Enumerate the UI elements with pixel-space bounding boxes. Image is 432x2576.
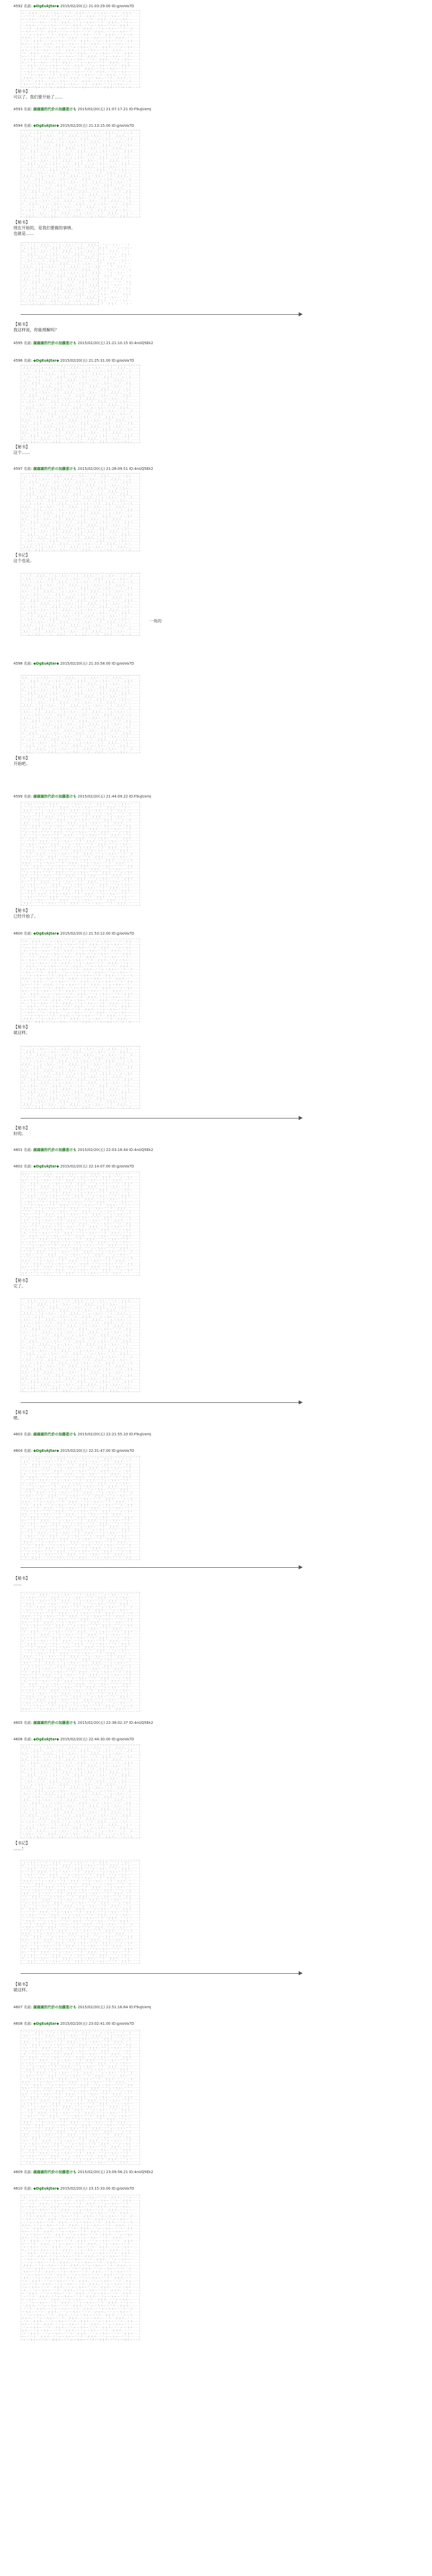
ascii-art: ﾚ ｰ ' ' ﾉ ｀ / | ｲ ､ ' ' ｨ ヽ \ ﾚ ｰ ' ' ﾉ ｀ / | ｲ ､ ' ' ｨ ヽ \ ﾚ ｰ ' ' ﾉ ｨ ヽ \ ﾚ ｰ ' ' ﾉ ｀ / | ｲ ､ ' ' ｨ ヽ \ ﾚ ｰ ' ' ﾉ ｀ / | ｲ ､ ' ' ｨ ヽ \ ﾚ ｰ ｲ ､ ' ' ｨ ヽ \ ﾚ ｰ ' ' ﾉ ｀ / | ｲ ､ ' ' ｨ ヽ \ ﾚ ｰ ' ' ﾉ ｀ / | ｲ ､ ' ' ｨ ｀ / | ｲ ､ ' ' ｨ ヽ \ ﾚ ｰ ' ' ﾉ ｀ / | ｲ ､ ' ' ｨ ヽ \ ﾚ ｰ ' ' ﾉ ｀ / | ｲ ､ ｰ ' ' ﾉ ｀ / | ｲ ､ ' ' ｨ ヽ \ ﾚ ｰ ' ' ﾉ ｀ / | ｲ ､ ' ' ｨ ヽ \ ﾚ ｰ ' ' ﾉ ｀ ヽ \ ﾚ ｰ ' ' ﾉ ｀ / | ｲ ､ ' ' ｨ ヽ \ ﾚ ｰ ' ' ﾉ ｀ / | ｲ ､ ' ' ｨ ヽ \ ﾚ ｰ ' ､ ' ' ｨ ヽ \ ﾚ ｰ ' ' ﾉ ｀ / | ｲ ､ ' ' ｨ ヽ \ ﾚ ｰ ' ' ﾉ ｀ / | ｲ ､ ' ' ｨ ヽ / | ｲ ､ ' ' ｨ ヽ \ ﾚ ｰ ' ' ﾉ ｀ / | ｲ ､ ' ' ｨ ヽ \ ﾚ ｰ ' ' ﾉ ｀ / | ｲ ､ ' ' ' ﾉ ｀ / | ｲ ､ ' ' ｨ ヽ \ ﾚ ｰ ' ' ﾉ ｀ / | ｲ ､ ' ' ｨ ヽ \ ﾚ ｰ ' ' ﾉ ｀ / \ ﾚ ｰ ' ' ﾉ ｀ / | ｲ ､ ' ' ｨ ヽ \ ﾚ ｰ ' ' ﾉ ｀ / | ｲ ､ ' ' ｨ ヽ \ ﾚ ｰ ' ' ' ' ｨ ヽ \ ﾚ ｰ ' ' ﾉ ｀ / | ｲ ､ ' ' ｨ ヽ \ ﾚ ｰ ' ' ﾉ ｀ / | ｲ ､ ' ' ｨ ヽ \ | ｲ ､ ' ' ｨ ヽ \ ﾚ ｰ ' ' ﾉ ｀ / | ｲ ､ ' ' ｨ ヽ \ ﾚ ｰ ' ' ﾉ ｀ / | ｲ ､ ' ' ' ﾉ ｀ / | ｲ ､ ' ' ｨ ヽ \ ﾚ ｰ ' ' ﾉ ｀ / | ｲ ､ ' ' ｨ ヽ \ ﾚ ｰ ' ' ﾉ ｀ / | ﾚ ｰ ' ' ﾉ ｀ / | ｲ ､ ' ' ｨ ヽ \ ﾚ ｰ ' ' ﾉ ｀ / | ｲ ､ ' ' ｨ ヽ \ ﾚ ｰ ' ' ﾉ ' ｨ ヽ \ ﾚ ｰ ' ' ﾉ ｀ / | ｲ ､ ' ' ｨ ヽ \ ﾚ ｰ ' ' ﾉ ｀ / | ｲ ､ ' ' ｨ ヽ \ ﾚ ｲ ､ ' ' ｨ ヽ \ ﾚ ｰ ' ' ﾉ ｀ / | ｲ ､ ' ' ｨ ヽ \ ﾚ ｰ ' ' ﾉ ｀ / | ｲ ､ ' ' ｨ ﾉ ｀ / | ｲ ､ ' ' ｨ ヽ \ ﾚ ｰ ' ' ﾉ ｀ / | ｲ ､ ' ' ｨ ヽ \ ﾚ ｰ ' ' ﾉ ｀ / | ｲ ｰ ' ' ﾉ ｀ / | ｲ ､ ' ' ｨ ヽ \ ﾚ ｰ ' ' ﾉ ｀ / | ｲ ､ ' ' ｨ ヽ \ ﾚ ｰ ' ' ﾉ ｀ ｨ ヽ \ ﾚ ｰ ' ' ﾉ ｀ / | ｲ ､ ' ' ｨ ヽ \ ﾚ ｰ ' ' ﾉ ｀ / | ｲ ､ ' ' ｨ ヽ \ ﾚ ｰ ､ ' ' ｨ ヽ \ ﾚ ｰ ' ' ﾉ ｀ / | ｲ ､ ' ' ｨ ヽ \ ﾚ ｰ ' ' ﾉ ｀ / | ｲ ､ ' ' ｨ ヽ <box>21 242 99 305</box>
poster-name[interactable]: 腐腐腐的代价の加藤恵けも <box>33 794 77 799</box>
ascii-art: ' ' ｨ ヽ \ ﾚ ｰ ' ' ﾉ ｀ / | ｲ ､ ' ' ｨ ヽ \ ﾚ ｰ ' ' ﾉ ｀ / | ｲ ､ ' ' ｨ ヽ \ | ｲ ､ ' ' ｨ ヽ \ ﾚ ｰ ' ' ﾉ ｀ / | ｲ ､ ' ' ｨ ヽ \ ﾚ ｰ ' ' ﾉ ｀ / | ｲ ､ ' ' ' ﾉ ｀ / | ｲ ､ ' ' ｨ ヽ \ ﾚ ｰ ' ' ﾉ ｀ / | ｲ ､ ' ' ｨ ヽ \ ﾚ ｰ ' ' ﾉ ｀ / | ﾚ ｰ ' ' ﾉ ｀ / | ｲ ､ ' ' ｨ ヽ \ ﾚ ｰ ' ' ﾉ ｀ / | ｲ ､ ' ' ｨ ヽ \ ﾚ ｰ ' ' ﾉ ' ｨ ヽ \ ﾚ ｰ ' ' ﾉ ｀ / | ｲ ､ ' ' ｨ ヽ \ ﾚ ｰ ' ' ﾉ ｀ / | ｲ ､ ' ' ｨ ヽ \ ﾚ ｲ ､ ' ' ｨ ヽ \ ﾚ ｰ ' ' ﾉ ｀ / | ｲ ､ ' ' ｨ ヽ \ ﾚ ｰ ' ' ﾉ ｀ / | ｲ ､ ' ' ｨ ﾉ ｀ / | ｲ ､ ' ' ｨ ヽ \ ﾚ ｰ ' ' ﾉ ｀ / | ｲ ､ ' ' ｨ ヽ \ ﾚ ｰ ' ' ﾉ ｀ / | ｲ ｰ ' ' ﾉ ｀ / | ｲ ､ ' ' ｨ ヽ \ ﾚ ｰ ' ' ﾉ ｀ / | ｲ ､ ' ' ｨ ヽ \ ﾚ ｰ ' ' ﾉ ｀ ｨ ヽ \ ﾚ ｰ ' ' ﾉ ｀ / | ｲ ､ ' ' ｨ ヽ \ ﾚ ｰ ' ' ﾉ ｀ / | ｲ ､ ' ' ｨ ヽ \ ﾚ ｰ ､ ' ' ｨ ヽ \ ﾚ ｰ ' ' ﾉ ｀ / | ｲ ､ ' ' ｨ ヽ \ ﾚ ｰ ' ' ﾉ ｀ / | ｲ ､ ' ' ｨ ヽ ｀ / | ｲ ､ ' ' ｨ ヽ \ ﾚ ｰ ' ' ﾉ ｀ / | ｲ ､ ' ' ｨ ヽ \ ﾚ ｰ ' ' ﾉ ｀ / | ｲ ､ ' ' ﾉ ｀ / | ｲ ､ ' ' ｨ ヽ \ ﾚ ｰ ' ' ﾉ ｀ / | ｲ ､ ' ' ｨ ヽ \ ﾚ ｰ ' ' ﾉ ｀ / ヽ \ ﾚ ｰ ' ' ﾉ ｀ / | ｲ ､ ' ' ｨ ヽ \ ﾚ ｰ ' ' ﾉ ｀ / | ｲ ､ ' ' ｨ ヽ \ ﾚ ｰ ' ' ' ｨ ヽ \ ﾚ ｰ ' ' ﾉ ｀ / | ｲ ､ ' ' ｨ ヽ \ ﾚ ｰ ' ' ﾉ ｀ / | ｲ ､ ' ' ｨ ヽ \ / | ｲ ､ ' ' ｨ ヽ \ ﾚ ｰ ' ' ﾉ ｀ / | ｲ ､ ' ' ｨ ヽ \ ﾚ ｰ ' ' ﾉ ｀ / | ｲ ､ ' ' ﾉ ｀ / | ｲ ､ ' ' ｨ ヽ \ ﾚ ｰ ' ' ﾉ ｀ / | ｲ ､ ' ' ｨ ヽ \ ﾚ ｰ ' ' ﾉ ｀ / | \ ﾚ ｰ ' ' ﾉ ｀ / | ｲ ､ ' ' ｨ ヽ \ ﾚ ｰ ' ' ﾉ ｀ / | ｲ ､ ' ' ｨ ヽ \ ﾚ ｰ ' ' ' ｨ ヽ \ ﾚ ｰ ' ' ﾉ ｀ / | ｲ ､ ' ' ｨ ヽ \ ﾚ ｰ ' ' ﾉ ｀ / | ｲ ､ ' ' ｨ ヽ \ ﾚ | ｲ ､ ' ' ｨ ヽ \ ﾚ ｰ ' ' ﾉ ｀ / | ｲ ､ ' ' ｨ ヽ \ ﾚ ｰ ' ' ﾉ ｀ / | ｲ ､ ' ' ﾉ ｀ / | ｲ ､ ' ' ｨ ヽ \ ﾚ ｰ ' ' ﾉ ｀ / | ｲ ､ ' ' ｨ ヽ \ ﾚ ｰ ' ' ﾉ ｀ / | ｲ ﾚ ｰ ' ' ﾉ ｀ / | ｲ ､ ' ' ｨ ヽ \ ﾚ ｰ ' ' ﾉ ｀ / | ｲ ､ ' ' ｨ ヽ \ ﾚ ｰ ' ' ﾉ ｨ ヽ \ ﾚ ｰ ' ' ﾉ ｀ / | ｲ ､ ' ' ｨ ヽ \ ﾚ ｰ ' ' ﾉ ｀ / | ｲ ､ ' ' ｨ ヽ \ ﾚ ｰ ｲ ､ ' ' ｨ ヽ \ ﾚ ｰ ' ' ﾉ ｀ / | ｲ ､ ' ' ｨ ヽ \ ﾚ ｰ ' ' ﾉ ｀ / | ｲ ､ ' ' ｨ ｀ / | ｲ ､ ' ' ｨ ヽ \ ﾚ ｰ ' ' ﾉ ｀ / | ｲ ､ ' ' ｨ ヽ \ ﾚ ｰ ' ' ﾉ ｀ / | ｲ ､ ｰ ' ' ﾉ ｀ / | ｲ ､ ' ' ｨ ヽ \ ﾚ ｰ ' ' ﾉ ｀ / | ｲ ､ ' ' ｨ ヽ \ ﾚ ｰ ' ' ﾉ ｀ ヽ \ ﾚ ｰ ' ' ﾉ ｀ / | ｲ ､ ' ' ｨ ヽ \ ﾚ ｰ ' ' ﾉ ｀ / | ｲ ､ ' ' ｨ ヽ \ ﾚ ｰ ' ､ ' ' ｨ ヽ \ ﾚ ｰ ' ' ﾉ ｀ / | ｲ ､ ' ' ｨ ヽ \ ﾚ ｰ ' ' ﾉ ｀ / | ｲ ､ ' ' ｨ ヽ / | ｲ ､ ' ' ｨ ヽ \ ﾚ ｰ ' ' ﾉ ｀ / | ｲ ､ ' ' ｨ ヽ \ ﾚ ｰ ' ' ﾉ ｀ / | ｲ ､ ' ' ' ﾉ ｀ / | ｲ ､ ' ' ｨ ヽ \ ﾚ ｰ ' ' ﾉ ｀ / | ｲ ､ ' ' ｨ ヽ \ ﾚ ｰ ' ' ﾉ ｀ / \ ﾚ ｰ ' ' ﾉ ｀ / | ｲ ､ ' ' ｨ ヽ \ ﾚ ｰ ' ' ﾉ ｀ / | ｲ ､ ' ' ｨ ヽ \ ﾚ ｰ ' ' ' ' ｨ ヽ \ ﾚ ｰ ' ' ﾉ ｀ / | ｲ ､ ' ' ｨ ヽ \ ﾚ ｰ ' ' ﾉ ｀ / | ｲ ､ ' ' ｨ ヽ \ | ｲ ､ ' ' ｨ ヽ \ ﾚ ｰ ' ' ﾉ ｀ / | ｲ ､ ' ' ｨ ヽ \ ﾚ ｰ ' ' ﾉ ｀ / | ｲ ､ ' ' ' ﾉ ｀ / | ｲ ､ ' ' ｨ ヽ \ ﾚ ｰ ' ' ﾉ ｀ / | ｲ ､ ' ' ｨ ヽ \ ﾚ ｰ ' ' ﾉ ｀ / | <box>21 1456 140 1560</box>
speaker-label: 【书记】 <box>13 1841 30 1845</box>
dialog-block <box>13 552 34 564</box>
dialog-line: 可以了。我们要开始了…… <box>13 95 63 99</box>
dialog-block <box>13 1575 30 1587</box>
poster-name[interactable]: ◆DgEukJtar◆ <box>33 2022 59 2026</box>
dialog-line: 这个也是。 <box>13 558 34 563</box>
poster-name[interactable]: 腐腐腐的代价の加藤恵けも <box>33 1148 77 1152</box>
speaker-label: 【秘书】 <box>13 220 30 225</box>
post-header: 4610 名前: ◆DgEukJtar◆ 2015/02/20(五) 23:15:33.00 ID:g/ooVa7D <box>13 2187 134 2191</box>
post-header: 4600 名前: ◆DgEukJtar◆ 2015/02/20(五) 21:53:12.00 ID:g/ooVa7D <box>13 931 134 936</box>
post-header: 4605 名前: 腐腐腐的代价の加藤恵けも 2015/02/20(五) 22:38:02.37 ID:4nUQ5Ek2 <box>13 1721 153 1725</box>
poster-name[interactable]: ◆DgEukJtar◆ <box>33 1449 59 1453</box>
dialog-block <box>13 444 30 455</box>
ascii-art: ｨ ヽ \ ﾚ ｰ ' ' ﾉ ｀ / | ｲ ､ ' ' ｨ ヽ \ ﾚ ｰ ' ' ﾉ ｀ / | ｲ ､ ' ' ｨ ヽ \ ﾚ ｰ ｲ ､ ' ' ｨ ヽ \ ﾚ ｰ ' ' ﾉ ｀ / | ｲ ､ ' ' ｨ ヽ \ ﾚ ｰ ' ' ﾉ ｀ / | ｲ ､ ' ' ｨ ｀ / | ｲ ､ ' ' ｨ ヽ \ ﾚ ｰ ' ' ﾉ ｀ / | ｲ ､ ' ' ｨ ヽ \ ﾚ ｰ ' ' ﾉ ｀ / | ｲ ､ ｰ ' ' ﾉ ｀ / | ｲ ､ ' ' ｨ ヽ \ ﾚ ｰ ' ' ﾉ ｀ / | ｲ ､ ' ' ｨ ヽ \ ﾚ ｰ ' ' ﾉ ｀ ヽ \ ﾚ ｰ ' ' ﾉ ｀ / | ｲ ､ ' ' ｨ ヽ \ ﾚ ｰ ' ' ﾉ ｀ / | ｲ ､ ' ' ｨ ヽ \ ﾚ ｰ ' ､ ' ' ｨ ヽ \ ﾚ ｰ ' ' ﾉ ｀ / | ｲ ､ ' ' ｨ ヽ \ ﾚ ｰ ' ' ﾉ ｀ / | ｲ ､ ' ' ｨ ヽ / | ｲ ､ ' ' ｨ ヽ \ ﾚ ｰ ' ' ﾉ ｀ / | ｲ ､ ' ' ｨ ヽ \ ﾚ ｰ ' ' ﾉ ｀ / | ｲ ､ ' ' ' ﾉ ｀ / | ｲ ､ ' ' ｨ ヽ \ ﾚ ｰ ' ' ﾉ ｀ / | ｲ ､ ' ' ｨ ヽ \ ﾚ ｰ ' ' ﾉ ｀ / \ ﾚ ｰ ' ' ﾉ ｀ / | ｲ ､ ' ' ｨ ヽ \ ﾚ ｰ ' ' ﾉ ｀ / | ｲ ､ ' ' ｨ ヽ \ ﾚ ｰ ' ' ' ' ｨ ヽ \ ﾚ ｰ ' ' ﾉ ｀ / | ｲ ､ ' ' ｨ ヽ \ ﾚ ｰ ' ' ﾉ ｀ / | ｲ ､ ' ' ｨ ヽ \ | ｲ ､ ' ' ｨ ヽ \ ﾚ ｰ ' ' ﾉ ｀ / | ｲ ､ ' ' ｨ ヽ \ ﾚ ｰ ' ' ﾉ ｀ / | ｲ ､ ' ' ' ﾉ ｀ / | ｲ ､ ' ' ｨ ヽ \ ﾚ ｰ ' ' ﾉ ｀ / | ｲ ､ ' ' ｨ ヽ \ ﾚ ｰ ' ' ﾉ ｀ / | ﾚ ｰ ' ' ﾉ ｀ / | ｲ ､ ' ' ｨ ヽ \ ﾚ ｰ ' ' ﾉ ｀ / | ｲ ､ ' ' ｨ ヽ \ ﾚ ｰ ' ' ﾉ ' ｨ ヽ \ ﾚ ｰ ' ' ﾉ ｀ / | ｲ ､ ' ' ｨ ヽ \ ﾚ ｰ ' ' ﾉ ｀ / | ｲ ､ ' ' ｨ ヽ \ ﾚ ｲ ､ ' ' ｨ ヽ \ ﾚ ｰ ' ' ﾉ ｀ / | ｲ ､ ' ' ｨ ヽ \ ﾚ ｰ ' ' ﾉ ｀ / | ｲ ､ ' ' ｨ ﾉ ｀ / | ｲ ､ ' ' ｨ ヽ \ ﾚ ｰ ' ' ﾉ ｀ / | ｲ ､ ' ' ｨ ヽ \ ﾚ ｰ ' ' ﾉ ｀ / | ｲ ｰ ' ' ﾉ ｀ / | ｲ ､ ' ' ｨ ヽ \ ﾚ ｰ ' ' ﾉ ｀ / | ｲ ､ ' ' ｨ ヽ \ ﾚ ｰ ' ' ﾉ ｀ ｨ ヽ \ ﾚ ｰ ' ' ﾉ ｀ / | ｲ ､ ' ' ｨ ヽ \ ﾚ ｰ ' ' ﾉ ｀ / | ｲ ､ ' ' ｨ ヽ \ ﾚ ｰ ､ ' ' ｨ ヽ \ ﾚ ｰ ' ' ﾉ ｀ / | ｲ ､ ' ' ｨ ヽ \ ﾚ ｰ ' ' ﾉ ｀ / | ｲ ､ ' ' ｨ ヽ ｀ / | ｲ ､ ' ' ｨ ヽ \ ﾚ ｰ ' ' ﾉ ｀ / | ｲ ､ ' ' ｨ ヽ \ ﾚ ｰ ' ' ﾉ ｀ / | ｲ ､ ' ' ﾉ ｀ / | ｲ ､ ' ' ｨ ヽ \ ﾚ ｰ ' ' ﾉ ｀ / | ｲ ､ ' ' ｨ ヽ \ ﾚ ｰ ' ' ﾉ ｀ / ヽ \ ﾚ ｰ ' ' ﾉ ｀ / | ｲ ､ ' ' ｨ ヽ \ ﾚ ｰ ' ' ﾉ ｀ / | ｲ ､ ' ' ｨ ヽ \ ﾚ ｰ ' ' ' ｨ ヽ \ ﾚ ｰ ' ' ﾉ ｀ / | ｲ ､ ' ' ｨ ヽ \ ﾚ ｰ ' ' ﾉ ｀ / | ｲ ､ ' ' ｨ ヽ \ / | ｲ ､ ' ' ｨ ヽ \ ﾚ ｰ ' ' ﾉ ｀ / | ｲ ､ ' ' ｨ ヽ \ ﾚ ｰ ' ' ﾉ ｀ / | ｲ ､ ' ' ﾉ ｀ / | ｲ ､ ' ' ｨ ヽ \ ﾚ ｰ ' ' ﾉ ｀ / | ｲ ､ ' ' ｨ ヽ \ ﾚ ｰ ' ' ﾉ ｀ / | \ ﾚ ｰ ' ' ﾉ ｀ / | ｲ ､ ' ' ｨ ヽ \ ﾚ ｰ ' ' ﾉ ｀ / | ｲ ､ ' ' ｨ ヽ \ ﾚ ｰ ' ' ' ｨ ヽ \ ﾚ ｰ ' ' ﾉ ｀ / | ｲ ､ ' ' ｨ ヽ \ ﾚ ｰ ' ' ﾉ ｀ / | ｲ ､ ' ' ｨ ヽ \ ﾚ | ｲ ､ ' ' ｨ ヽ \ ﾚ ｰ ' ' ﾉ ｀ / | ｲ ､ ' ' ｨ ヽ \ ﾚ ｰ ' ' ﾉ ｀ / | ｲ ､ ' ' ﾉ ｀ / | ｲ ､ ' ' ｨ ヽ \ ﾚ ｰ ' ' ﾉ ｀ / | ｲ ､ ' ' ｨ ヽ \ ﾚ ｰ ' ' ﾉ ｀ / | ｲ ﾚ ｰ ' ' ﾉ ｀ / | ｲ ､ ' ' ｨ ヽ \ ﾚ ｰ ' ' ﾉ ｀ / | ｲ ､ ' ' ｨ ヽ \ ﾚ ｰ ' ' ﾉ ｨ ヽ \ ﾚ ｰ ' ' ﾉ ｀ / | ｲ ､ ' ' ｨ ヽ \ ﾚ ｰ ' ' ﾉ ｀ / | ｲ ､ ' ' ｨ ヽ \ ﾚ ｰ ｲ ､ ' ' ｨ ヽ \ ﾚ ｰ ' ' ﾉ ｀ / | ｲ ､ ' ' ｨ ヽ \ ﾚ ｰ ' ' ﾉ ｀ / | ｲ ､ ' ' ｨ ｀ / | ｲ ､ ' ' ｨ ヽ \ ﾚ ｰ ' ' ﾉ ｀ / | ｲ ､ ' ' ｨ ヽ \ ﾚ ｰ ' ' ﾉ ｀ / | ｲ ､ <box>21 1860 140 1964</box>
post-header: 4602 名前: ◆DgEukJtar◆ 2015/02/20(五) 22:14:07.00 ID:g/ooVa7D <box>13 1164 134 1168</box>
poster-name[interactable]: ◆DgEukJtar◆ <box>33 662 59 666</box>
poster-name[interactable]: 腐腐腐的代价の加藤恵けも <box>33 467 77 471</box>
ascii-art: ' ' ｨ ヽ \ ﾚ ｰ ' ' ﾉ ｀ / | ｲ ､ ' ' ｨ ヽ \ ﾚ ｰ ' ' ﾉ ｀ / | ｲ ､ ' ' ｨ ヽ \ / | ｲ ､ ' ' ｨ ヽ \ ﾚ ｰ ' ' ﾉ ｀ / | ｲ ､ ' ' ｨ ヽ \ ﾚ ｰ ' ' ﾉ ｀ / | ｲ ､ ' ' ﾉ ｀ / | ｲ ､ ' ' ｨ ヽ \ ﾚ ｰ ' ' ﾉ ｀ / | ｲ ､ ' ' ｨ ヽ \ ﾚ ｰ ' ' ﾉ ｀ / | \ ﾚ ｰ ' ' ﾉ ｀ / | ｲ ､ ' ' ｨ ヽ \ ﾚ ｰ ' ' ﾉ ｀ / | ｲ ､ ' ' ｨ ヽ \ ﾚ ｰ ' ' ' ｨ ヽ \ ﾚ ｰ ' ' ﾉ ｀ / | ｲ ､ ' ' ｨ ヽ \ ﾚ ｰ ' ' ﾉ ｀ / | ｲ ､ ' ' ｨ ヽ \ ﾚ | ｲ ､ ' ' ｨ ヽ \ ﾚ ｰ ' ' ﾉ ｀ / | ｲ ､ ' ' ｨ ヽ \ ﾚ ｰ ' ' ﾉ ｀ / | ｲ ､ ' ' ﾉ ｀ / | ｲ ､ ' ' ｨ ヽ \ ﾚ ｰ ' ' ﾉ ｀ / | ｲ ､ ' ' ｨ ヽ \ ﾚ ｰ ' ' ﾉ ｀ / | ｲ ﾚ ｰ ' ' ﾉ ｀ / | ｲ ､ ' ' ｨ ヽ \ ﾚ ｰ ' ' ﾉ ｀ / | ｲ ､ ' ' ｨ ヽ \ ﾚ ｰ ' ' ﾉ ｨ ヽ \ ﾚ ｰ ' ' ﾉ ｀ / | ｲ ､ ' ' ｨ ヽ \ ﾚ ｰ ' ' ﾉ ｀ / | ｲ ､ ' ' ｨ ヽ \ ﾚ ｰ ｲ ､ ' ' ｨ ヽ \ ﾚ ｰ ' ' ﾉ ｀ / | ｲ ､ ' ' ｨ ヽ \ ﾚ ｰ ' ' ﾉ ｀ / | ｲ ､ ' ' ｨ ｀ / | ｲ ､ ' ' ｨ ヽ \ ﾚ ｰ ' ' ﾉ ｀ / | ｲ ､ ' ' ｨ ヽ \ ﾚ ｰ ' ' ﾉ ｀ / | ｲ ､ ｰ ' ' ﾉ ｀ / | ｲ ､ ' ' ｨ ヽ \ ﾚ ｰ ' ' ﾉ ｀ / | ｲ ､ ' ' ｨ ヽ \ ﾚ ｰ ' ' ﾉ ｀ ヽ \ ﾚ ｰ ' ' ﾉ ｀ / | ｲ ､ ' ' ｨ ヽ \ ﾚ ｰ ' ' ﾉ ｀ / | ｲ ､ ' ' ｨ ヽ \ ﾚ ｰ ' ､ ' ' ｨ ヽ \ ﾚ ｰ ' ' ﾉ ｀ / | ｲ ､ ' ' ｨ ヽ \ ﾚ ｰ ' ' ﾉ ｀ / | ｲ ､ ' ' ｨ ヽ / | ｲ ､ ' ' ｨ ヽ \ ﾚ ｰ ' ' ﾉ ｀ / | ｲ ､ ' ' ｨ ヽ \ ﾚ ｰ ' ' ﾉ ｀ / | ｲ ､ ' ' ' ﾉ ｀ / | ｲ ､ ' ' ｨ ヽ \ ﾚ ｰ ' ' ﾉ ｀ / | ｲ ､ ' ' ｨ ヽ \ ﾚ ｰ ' ' ﾉ ｀ / \ ﾚ ｰ ' ' ﾉ ｀ / | ｲ ､ ' ' ｨ ヽ \ ﾚ ｰ ' ' ﾉ ｀ / | ｲ ､ ' ' ｨ ヽ \ ﾚ ｰ ' ' ' ' ｨ ヽ \ ﾚ ｰ ' ' ﾉ ｀ / | ｲ ､ ' ' ｨ ヽ \ ﾚ ｰ ' ' ﾉ ｀ / | ｲ ､ ' ' ｨ ヽ \ | ｲ ､ ' ' ｨ ヽ \ ﾚ ｰ ' ' ﾉ ｀ / | ｲ ､ ' ' ｨ ヽ \ ﾚ ｰ ' ' ﾉ ｀ / | ｲ ､ ' ' ' ﾉ ｀ / | ｲ ､ ' ' ｨ ヽ \ ﾚ ｰ ' ' ﾉ ｀ / | ｲ ､ ' ' ｨ ヽ \ ﾚ ｰ ' ' ﾉ ｀ / | ﾚ ｰ ' ' ﾉ ｀ / | ｲ ､ ' ' ｨ ヽ \ ﾚ ｰ ' ' ﾉ ｀ / | ｲ ､ ' ' ｨ ヽ \ ﾚ ｰ ' ' ﾉ ' ｨ ヽ \ ﾚ ｰ ' ' ﾉ ｀ / | ｲ ､ ' ' ｨ ヽ \ ﾚ ｰ ' ' ﾉ ｀ / | ｲ ､ ' ' ｨ ヽ \ ﾚ ｲ ､ ' ' ｨ ヽ \ ﾚ ｰ ' ' ﾉ ｀ / | ｲ ､ ' ' ｨ ヽ \ ﾚ ｰ ' ' ﾉ ｀ / | ｲ ､ ' ' ｨ ﾉ ｀ / | ｲ ､ ' ' ｨ ヽ \ ﾚ ｰ ' ' ﾉ ｀ / | ｲ ､ ' ' ｨ ヽ \ ﾚ ｰ ' ' ﾉ ｀ / | ｲ ｰ ' ' ﾉ ｀ / | ｲ ､ ' ' ｨ ヽ \ ﾚ ｰ ' ' ﾉ ｀ / | ｲ ､ ' ' ｨ ヽ \ ﾚ ｰ ' ' ﾉ ｀ ｨ ヽ \ ﾚ ｰ ' ' ﾉ ｀ / | ｲ ､ ' ' ｨ ヽ \ ﾚ ｰ ' ' ﾉ ｀ / | ｲ ､ ' ' ｨ ヽ \ ﾚ ｰ ､ ' ' ｨ ヽ \ ﾚ ｰ ' ' ﾉ ｀ / | ｲ ､ ' ' ｨ ヽ \ ﾚ ｰ ' ' ﾉ ｀ / | ｲ ､ ' ' ｨ ヽ ｀ / | ｲ ､ ' ' ｨ ヽ \ ﾚ ｰ ' ' ﾉ ｀ / | ｲ ､ ' ' ｨ ヽ \ ﾚ ｰ ' ' ﾉ ｀ / | ｲ ､ <box>21 130 140 217</box>
post-header: 4606 名前: ◆DgEukJtar◆ 2015/02/20(五) 22:44:30.00 ID:g/ooVa7D <box>13 1737 134 1741</box>
ascii-art: ' ﾉ ｀ / | ｲ ､ ' ' ｨ ヽ \ ﾚ ｰ ' ' ﾉ ｀ / | ｲ ､ ' ' ｨ ヽ \ ﾚ ｰ ' ' ﾉ ｀ / | ﾚ ｰ ' ' ﾉ ｀ / | ｲ ､ ' ' ｨ ヽ \ ﾚ ｰ ' ' ﾉ ｀ / | ｲ ､ ' ' ｨ ヽ \ ﾚ ｰ ' ' ﾉ ' ｨ ヽ \ ﾚ ｰ ' ' ﾉ ｀ / | ｲ ､ ' ' ｨ ヽ \ ﾚ ｰ ' ' ﾉ ｀ / | ｲ ､ ' ' ｨ ヽ \ ﾚ ｲ ､ ' ' ｨ ヽ \ ﾚ ｰ ' ' ﾉ ｀ / | ｲ ､ ' ' ｨ ヽ \ ﾚ ｰ ' ' ﾉ ｀ / | ｲ ､ ' ' ｨ ﾉ ｀ / | ｲ ､ ' ' ｨ ヽ \ ﾚ ｰ ' ' ﾉ ｀ / | ｲ ､ ' ' ｨ ヽ \ ﾚ ｰ ' ' ﾉ ｀ / | ｲ ｰ ' ' ﾉ ｀ / | ｲ ､ ' ' ｨ ヽ \ ﾚ ｰ ' ' ﾉ ｀ / | ｲ ､ ' ' ｨ ヽ \ ﾚ ｰ ' ' ﾉ ｀ ｨ ヽ \ ﾚ ｰ ' ' ﾉ ｀ / | ｲ ､ ' ' ｨ ヽ \ ﾚ ｰ ' ' ﾉ ｀ / | ｲ ､ ' ' ｨ ヽ \ ﾚ ｰ ､ ' ' ｨ ヽ \ ﾚ ｰ ' ' ﾉ ｀ / | ｲ ､ ' ' ｨ ヽ \ ﾚ ｰ ' ' ﾉ ｀ / | ｲ ､ ' ' ｨ ヽ ｀ / | ｲ ､ ' ' ｨ ヽ \ ﾚ ｰ ' ' ﾉ ｀ / | ｲ ､ ' ' ｨ ヽ \ ﾚ ｰ ' ' ﾉ ｀ / | ｲ ､ ' ' ﾉ ｀ / | ｲ ､ ' ' ｨ ヽ \ ﾚ ｰ ' ' ﾉ ｀ / | ｲ ､ ' ' ｨ ヽ \ ﾚ ｰ ' ' ﾉ ｀ / ヽ \ ﾚ ｰ ' ' ﾉ ｀ / | ｲ ､ ' ' ｨ ヽ \ ﾚ ｰ ' ' ﾉ ｀ / | ｲ ､ ' ' ｨ ヽ \ ﾚ ｰ ' ' ' ｨ ヽ \ ﾚ ｰ ' ' ﾉ ｀ / | ｲ ､ ' ' ｨ ヽ \ ﾚ ｰ ' ' ﾉ ｀ / | ｲ ､ ' ' ｨ ヽ \ / | ｲ ､ ' ' ｨ ヽ \ ﾚ ｰ ' ' ﾉ ｀ / | ｲ ､ ' ' ｨ ヽ \ ﾚ ｰ ' ' ﾉ ｀ / | ｲ ､ ' ' ﾉ ｀ / | ｲ ､ ' ' ｨ ヽ \ ﾚ ｰ ' ' ﾉ ｀ / | ｲ ､ ' ' ｨ ヽ \ ﾚ ｰ ' ' ﾉ ｀ / | \ ﾚ ｰ ' ' ﾉ ｀ / | ｲ ､ ' ' ｨ ヽ \ ﾚ ｰ ' ' ﾉ ｀ / | ｲ ､ ' ' ｨ ヽ \ ﾚ ｰ ' ' ' ｨ ヽ \ ﾚ ｰ ' ' ﾉ ｀ / | ｲ ､ ' ' ｨ ヽ \ ﾚ ｰ ' ' ﾉ ｀ / | ｲ ､ ' ' ｨ ヽ \ ﾚ | ｲ ､ ' ' ｨ ヽ \ ﾚ ｰ ' ' ﾉ ｀ / | ｲ ､ ' ' ｨ ヽ \ ﾚ ｰ ' ' ﾉ ｀ / | ｲ ､ ' ' ﾉ ｀ / | ｲ ､ ' ' ｨ ヽ \ ﾚ ｰ ' ' ﾉ ｀ / | ｲ ､ ' ' ｨ ヽ \ ﾚ ｰ ' ' ﾉ ｀ / | ｲ ﾚ ｰ ' ' ﾉ ｀ / | ｲ ､ ' ' ｨ ヽ \ ﾚ ｰ ' ' ﾉ ｀ / | ｲ ､ ' ' ｨ ヽ \ ﾚ ｰ ' ' ﾉ ｨ ヽ \ ﾚ ｰ ' ' ﾉ ｀ / | ｲ ､ ' ' ｨ ヽ \ ﾚ ｰ ' ' ﾉ ｀ / | ｲ ､ ' ' ｨ ヽ \ ﾚ ｰ ｲ ､ ' ' ｨ ヽ \ ﾚ ｰ ' ' ﾉ ｀ / | ｲ ､ ' ' ｨ ヽ \ ﾚ ｰ ' ' ﾉ ｀ / | ｲ ､ ' ' ｨ ｀ / | ｲ ､ ' ' ｨ ヽ \ ﾚ ｰ ' ' ﾉ ｀ / | ｲ ､ ' ' ｨ ヽ \ ﾚ ｰ ' ' ﾉ ｀ / | ｲ ､ ｰ ' ' ﾉ ｀ / | ｲ ､ ' ' ｨ ヽ \ ﾚ ｰ ' ' ﾉ ｀ / | ｲ ､ ' ' ｨ ヽ \ ﾚ ｰ ' ' ﾉ ｀ ヽ \ ﾚ ｰ ' ' ﾉ ｀ / | ｲ ､ ' ' ｨ ヽ \ ﾚ ｰ ' ' ﾉ ｀ / | ｲ ､ ' ' ｨ ヽ \ ﾚ ｰ ' ､ ' ' ｨ ヽ \ ﾚ ｰ ' ' ﾉ ｀ / | ｲ ､ ' ' ｨ ヽ \ ﾚ ｰ ' ' ﾉ ｀ / | ｲ ､ ' ' ｨ ヽ / | ｲ ､ ' ' ｨ ヽ \ ﾚ ｰ ' ' ﾉ ｀ / | ｲ ､ ' ' ｨ ヽ \ ﾚ ｰ ' ' ﾉ ｀ / | ｲ ､ ' ' ' ﾉ ｀ / | ｲ ､ ' ' ｨ ヽ \ ﾚ ｰ ' ' ﾉ ｀ / | ｲ ､ ' ' ｨ ヽ \ ﾚ ｰ ' ' ﾉ ｀ / <box>21 939 140 1022</box>
separator <box>21 1567 299 1568</box>
dialog-block <box>13 89 63 100</box>
speaker-label: 【秘书】 <box>13 1576 30 1581</box>
dialog-block <box>13 755 30 767</box>
dialog-line: 现在开始的，是我们要做的事情。 <box>13 226 75 230</box>
ascii-art: / | ｲ ､ ' ' ｨ ヽ \ ﾚ ｰ ' ' ﾉ ｀ / | ｲ ､ ' ' ｨ ヽ \ ﾚ ｰ ' ' ﾉ ｀ / | ｲ ､ ' ' ﾉ ｀ / | ｲ ､ ' ' ｨ ヽ \ ﾚ ｰ ' ' ﾉ ｀ / | ｲ ､ ' ' ｨ ヽ \ ﾚ ｰ ' ' ﾉ ｀ / | \ ﾚ ｰ ' ' ﾉ ｀ / | ｲ ､ ' ' ｨ ヽ \ ﾚ ｰ ' ' ﾉ ｀ / | ｲ ､ ' ' ｨ ヽ \ ﾚ ｰ ' ' ' ｨ ヽ \ ﾚ ｰ ' ' ﾉ ｀ / | ｲ ､ ' ' ｨ ヽ \ ﾚ ｰ ' ' ﾉ ｀ / | ｲ ､ ' ' ｨ ヽ \ ﾚ | ｲ ､ ' ' ｨ ヽ \ ﾚ ｰ ' ' ﾉ ｀ / | ｲ ､ ' ' ｨ ヽ \ ﾚ ｰ ' ' ﾉ ｀ / | ｲ ､ ' ' ﾉ ｀ / | ｲ ､ ' ' ｨ ヽ \ ﾚ ｰ ' ' ﾉ ｀ / | ｲ ､ ' ' ｨ ヽ \ ﾚ ｰ ' ' ﾉ ｀ / | ｲ ﾚ ｰ ' ' ﾉ ｀ / | ｲ ､ ' ' ｨ ヽ \ ﾚ ｰ ' ' ﾉ ｀ / | ｲ ､ ' ' ｨ ヽ \ ﾚ ｰ ' ' ﾉ ｨ ヽ \ ﾚ ｰ ' ' ﾉ ｀ / | ｲ ､ ' ' ｨ ヽ \ ﾚ ｰ ' ' ﾉ ｀ / | ｲ ､ ' ' ｨ ヽ \ ﾚ ｰ ｲ ､ ' ' ｨ ヽ \ ﾚ ｰ ' ' ﾉ ｀ / | ｲ ､ ' ' ｨ ヽ \ ﾚ ｰ ' ' ﾉ ｀ / | ｲ ､ ' ' ｨ ｀ / | ｲ ､ ' ' ｨ ヽ \ ﾚ ｰ ' ' ﾉ ｀ / | ｲ ､ ' ' ｨ ヽ \ ﾚ ｰ ' ' ﾉ ｀ / | ｲ ､ ｰ ' ' ﾉ ｀ / | ｲ ､ ' ' ｨ ヽ \ ﾚ ｰ ' ' ﾉ ｀ / | ｲ ､ ' ' ｨ ヽ \ ﾚ ｰ ' ' ﾉ ｀ ヽ \ ﾚ ｰ ' ' ﾉ ｀ / | ｲ ､ ' ' ｨ ヽ \ ﾚ ｰ ' ' ﾉ ｀ / | ｲ ､ ' ' ｨ ヽ \ ﾚ ｰ ' ､ ' ' ｨ ヽ \ ﾚ ｰ ' ' ﾉ ｀ / | ｲ ､ ' ' ｨ ヽ \ ﾚ ｰ ' ' ﾉ ｀ / | ｲ ､ ' ' ｨ ヽ / | ｲ ､ ' ' ｨ ヽ \ ﾚ ｰ ' ' ﾉ ｀ / | ｲ ､ ' ' ｨ ヽ \ ﾚ ｰ ' ' ﾉ ｀ / | ｲ ､ ' ' ' ﾉ ｀ / | ｲ ､ ' ' ｨ ヽ \ ﾚ ｰ ' ' ﾉ ｀ / | ｲ ､ ' ' ｨ ヽ \ ﾚ ｰ ' ' ﾉ ｀ / \ ﾚ ｰ ' ' ﾉ ｀ / | ｲ ､ ' ' ｨ ヽ \ ﾚ ｰ ' ' ﾉ ｀ / | ｲ ､ ' ' ｨ ヽ \ ﾚ ｰ ' ' ' ' ｨ ヽ \ ﾚ ｰ ' ' ﾉ ｀ / | ｲ ､ ' ' ｨ ヽ \ ﾚ ｰ ' ' ﾉ ｀ / | ｲ ､ ' ' ｨ ヽ \ | ｲ ､ ' ' ｨ ヽ \ ﾚ ｰ ' ' ﾉ ｀ / | ｲ ､ ' ' ｨ ヽ \ ﾚ ｰ ' ' ﾉ ｀ / | ｲ ､ ' ' ' ﾉ ｀ / | ｲ ､ ' ' ｨ ヽ \ ﾚ ｰ ' ' ﾉ ｀ / | ｲ ､ ' ' ｨ ヽ \ ﾚ ｰ ' ' ﾉ ｀ / | ﾚ ｰ ' ' ﾉ ｀ / | ｲ ､ ' ' ｨ ヽ \ ﾚ ｰ ' ' ﾉ ｀ / | ｲ ､ ' ' ｨ ヽ \ ﾚ ｰ ' ' ﾉ ' ｨ ヽ \ ﾚ ｰ ' ' ﾉ ｀ / | ｲ ､ ' ' ｨ ヽ \ ﾚ ｰ ' ' ﾉ ｀ / | ｲ ､ ' ' ｨ ヽ \ ﾚ ｲ ､ ' ' ｨ ヽ \ ﾚ ｰ ' ' ﾉ ｀ / | ｲ ､ ' ' ｨ ヽ \ ﾚ ｰ ' ' ﾉ ｀ / | ｲ ､ ' ' ｨ ﾉ ｀ / | ｲ ､ ' ' ｨ ヽ \ ﾚ ｰ ' ' ﾉ ｀ / | ｲ ､ ' ' ｨ ヽ \ ﾚ ｰ ' ' ﾉ ｀ / | ｲ ｰ ' ' ﾉ ｀ / | ｲ ､ ' ' ｨ ヽ \ ﾚ ｰ ' ' ﾉ ｀ / | ｲ ､ ' ' ｨ ヽ \ ﾚ ｰ ' ' ﾉ ｀ ｨ ヽ \ ﾚ ｰ ' ' ﾉ ｀ / | ｲ ､ ' ' ｨ ヽ \ ﾚ ｰ ' ' ﾉ ｀ / | ｲ ､ ' ' ｨ ヽ \ ﾚ ｰ ､ ' ' ｨ ヽ \ ﾚ ｰ ' ' ﾉ ｀ / | ｲ ､ ' ' ｨ ヽ \ ﾚ ｰ ' ' ﾉ ｀ / | ｲ ､ ' ' ｨ ヽ ｀ / | ｲ ､ ' ' ｨ ヽ \ ﾚ ｰ ' ' ﾉ ｀ / | ｲ ､ ' ' ｨ ヽ \ ﾚ ｰ ' ' ﾉ ｀ / | ｲ ､ ' ' ﾉ ｀ / | ｲ ､ ' ' ｨ ヽ \ ﾚ ｰ ' ' ﾉ ｀ / | ｲ ､ ' ' ｨ ヽ \ ﾚ ｰ ' ' ﾉ ｀ / ヽ \ ﾚ ｰ ' ' ﾉ ｀ / | ｲ ､ ' ' ｨ ヽ \ ﾚ ｰ ' ' ﾉ ｀ / | ｲ ､ ' ' ｨ ヽ \ ﾚ ｰ ' ' ' ｨ ヽ \ ﾚ ｰ ' ' ﾉ ｀ / | ｲ ､ ' ' ｨ ヽ \ ﾚ ｰ ' ' ﾉ ｀ / | ｲ ､ ' ' ｨ ヽ \ <box>21 1744 140 1838</box>
post-header: 4593 名前: 腐腐腐的代价の加藤恵けも 2015/02/20(五) 21:07:17.21 ID:F9uJUxmj <box>13 107 151 111</box>
dialog-line: 就这样。 <box>13 1988 30 1992</box>
arrow-right-icon <box>299 1565 303 1569</box>
post-header: 4604 名前: ◆DgEukJtar◆ 2015/02/20(五) 22:31:47.00 ID:g/ooVa7D <box>13 1449 134 1453</box>
ascii-art: ' ' ﾉ ｀ / | ｲ ､ ' ' ｨ ヽ \ ﾚ ｰ ' ' ﾉ ｀ / | ｲ ､ ' ' ｨ ヽ \ ﾚ ｰ ' ' ﾉ ｀ / \ ﾚ ｰ ' ' ﾉ ｀ / | ｲ ､ ' ' ｨ ヽ \ ﾚ ｰ ' ' ﾉ ｀ / | ｲ ､ ' ' ｨ ヽ \ ﾚ ｰ ' ' ' ' ｨ ヽ \ ﾚ ｰ ' ' ﾉ ｀ / | ｲ ､ ' ' ｨ ヽ \ ﾚ ｰ ' ' ﾉ ｀ / | ｲ ､ ' ' ｨ ヽ \ | ｲ ､ ' ' ｨ ヽ \ ﾚ ｰ ' ' ﾉ ｀ / | ｲ ､ ' ' ｨ ヽ \ ﾚ ｰ ' ' ﾉ ｀ / | ｲ ､ ' ' ' ﾉ ｀ / | ｲ ､ ' ' ｨ ヽ \ ﾚ ｰ ' ' ﾉ ｀ / | ｲ ､ ' ' ｨ ヽ \ ﾚ ｰ ' ' ﾉ ｀ / | ﾚ ｰ ' ' ﾉ ｀ / | ｲ ､ ' ' ｨ ヽ \ ﾚ ｰ ' ' ﾉ ｀ / | ｲ ､ ' ' ｨ ヽ \ ﾚ ｰ ' ' ﾉ ' ｨ ヽ \ ﾚ ｰ ' ' ﾉ ｀ / | ｲ ､ ' ' ｨ ヽ \ ﾚ ｰ ' ' ﾉ ｀ / | ｲ ､ ' ' ｨ ヽ \ ﾚ ｲ ､ ' ' ｨ ヽ \ ﾚ ｰ ' ' ﾉ ｀ / | ｲ ､ ' ' ｨ ヽ \ ﾚ ｰ ' ' ﾉ ｀ / | ｲ ､ ' ' ｨ ﾉ ｀ / | ｲ ､ ' ' ｨ ヽ \ ﾚ ｰ ' ' ﾉ ｀ / | ｲ ､ ' ' ｨ ヽ \ ﾚ ｰ ' ' ﾉ ｀ / | ｲ ｰ ' ' ﾉ ｀ / | ｲ ､ ' ' ｨ ヽ \ ﾚ ｰ ' ' ﾉ ｀ / | ｲ ､ ' ' ｨ ヽ \ ﾚ ｰ ' ' ﾉ ｀ ｨ ヽ \ ﾚ ｰ ' ' ﾉ ｀ / | ｲ ､ ' ' ｨ ヽ \ ﾚ ｰ ' ' ﾉ ｀ / | ｲ ､ ' ' ｨ ヽ \ ﾚ ｰ ､ ' ' ｨ ヽ \ ﾚ ｰ ' ' ﾉ ｀ / | ｲ ､ ' ' ｨ ヽ \ ﾚ ｰ ' ' ﾉ ｀ / | ｲ ､ ' ' ｨ ヽ ｀ / | ｲ ､ ' ' ｨ ヽ \ ﾚ ｰ ' ' ﾉ ｀ / | ｲ ､ ' ' ｨ ヽ \ ﾚ ｰ ' ' ﾉ ｀ / | ｲ ､ ' ' ﾉ ｀ / | ｲ ､ ' ' ｨ ヽ \ ﾚ ｰ ' ' ﾉ ｀ / | ｲ ､ ' ' ｨ ヽ \ ﾚ ｰ ' ' ﾉ ｀ / ヽ \ ﾚ ｰ ' ' ﾉ ｀ / | ｲ ､ ' ' ｨ ヽ \ ﾚ ｰ ' ' ﾉ ｀ / | ｲ ､ ' ' ｨ ヽ \ ﾚ ｰ ' ' ' ｨ ヽ \ ﾚ ｰ ' ' ﾉ ｀ / | ｲ ､ ' ' ｨ ヽ \ ﾚ ｰ ' ' ﾉ ｀ / | ｲ ､ ' ' ｨ ヽ \ / | ｲ ､ ' ' ｨ ヽ \ ﾚ ｰ ' ' ﾉ ｀ / | ｲ ､ ' ' ｨ ヽ \ ﾚ ｰ ' ' ﾉ ｀ / | ｲ ､ ' ' ﾉ ｀ / | ｲ ､ ' ' ｨ ヽ \ ﾚ ｰ ' ' ﾉ ｀ / | ｲ ､ ' ' ｨ ヽ \ ﾚ ｰ ' ' ﾉ ｀ / | \ ﾚ ｰ ' ' ﾉ ｀ / | ｲ ､ ' ' ｨ ヽ \ ﾚ ｰ ' ' ﾉ ｀ / | ｲ ､ ' ' ｨ ヽ \ ﾚ ｰ ' ' ' ｨ ヽ \ ﾚ ｰ ' ' ﾉ ｀ / | ｲ ､ ' ' ｨ ヽ \ ﾚ ｰ ' ' ﾉ ｀ / | ｲ ､ ' ' ｨ ヽ \ ﾚ | ｲ ､ ' ' ｨ ヽ \ ﾚ ｰ ' ' ﾉ ｀ / | ｲ ､ ' ' ｨ ヽ \ ﾚ ｰ ' ' ﾉ ｀ / | ｲ ､ ' ' ﾉ ｀ / | ｲ ､ ' ' ｨ ヽ \ ﾚ ｰ ' ' ﾉ ｀ / | ｲ ､ ' ' ｨ ヽ \ ﾚ ｰ ' ' ﾉ ｀ / | ｲ ﾚ ｰ ' ' ﾉ ｀ / | ｲ ､ ' ' ｨ ヽ \ ﾚ ｰ ' ' ﾉ ｀ / | ｲ ､ ' ' ｨ ヽ \ ﾚ ｰ ' ' ﾉ ｨ ヽ \ ﾚ ｰ ' ' ﾉ ｀ / | ｲ ､ ' ' ｨ ヽ \ ﾚ ｰ ' ' ﾉ ｀ / | ｲ ､ ' ' ｨ ヽ \ ﾚ ｰ ｲ ､ ' ' ｨ ヽ \ ﾚ ｰ ' ' ﾉ ｀ / | ｲ ､ ' ' ｨ ヽ \ ﾚ ｰ ' ' ﾉ ｀ / | ｲ ､ ' ' ｨ ｀ / | ｲ ､ ' ' ｨ ヽ \ ﾚ ｰ ' ' ﾉ ｀ / | ｲ ､ ' ' ｨ ヽ \ ﾚ ｰ ' ' ﾉ ｀ / | ｲ ､ ｰ ' ' ﾉ ｀ / | ｲ ､ ' ' ｨ ヽ \ ﾚ ｰ ' ' ﾉ ｀ / | ｲ ､ ' ' ｨ ヽ \ ﾚ ｰ ' ' ﾉ ｀ ヽ \ ﾚ ｰ ' ' ﾉ ｀ / | ｲ ､ ' ' ｨ ヽ \ ﾚ ｰ ' ' ﾉ ｀ / | ｲ ､ ' ' ｨ ヽ \ ﾚ ｰ ' ､ ' ' ｨ ヽ \ ﾚ ｰ ' ' ﾉ ｀ / | ｲ ､ ' ' ｨ ヽ \ ﾚ ｰ ' ' ﾉ ｀ / | ｲ ､ ' ' ｨ ヽ / | ｲ ､ ' ' ｨ ヽ \ ﾚ ｰ ' ' ﾉ ｀ / | ｲ ､ ' ' ｨ ヽ \ ﾚ ｰ ' ' ﾉ ｀ / | ｲ ､ ' ' ' ﾉ ｀ / | ｲ ､ ' ' ｨ ヽ \ ﾚ ｰ ' ' ﾉ ｀ / | ｲ ､ ' ' ｨ ヽ \ ﾚ ｰ ' ' ﾉ ｀ / \ ﾚ ｰ ' ' ﾉ ｀ / | ｲ ､ ' ' ｨ ヽ \ ﾚ ｰ ' ' ﾉ ｀ / | ｲ ､ ' ' ｨ ヽ \ ﾚ ｰ ' ' ' ' ｨ ヽ \ ﾚ ｰ ' ' ﾉ ｀ / | ｲ ､ ' ' ｨ ヽ \ ﾚ ｰ ' ' ﾉ ｀ / | ｲ ､ ' ' ｨ ヽ \ | ｲ ､ ' ' ｨ ヽ \ ﾚ ｰ ' ' ﾉ ｀ / | ｲ ､ ' ' ｨ ヽ \ ﾚ ｰ ' ' ﾉ ｀ / | ｲ ､ ' ' ' ﾉ ｀ / | ｲ ､ ' ' ｨ ヽ \ ﾚ ｰ ' ' ﾉ ｀ / | ｲ ､ ' ' ｨ ヽ \ ﾚ ｰ ' ' ﾉ ｀ / | ﾚ ｰ ' ' ﾉ ｀ / | ｲ ､ ' ' ｨ ヽ \ ﾚ ｰ ' ' ﾉ ｀ / | ｲ ､ ' ' ｨ ヽ \ ﾚ ｰ ' ' ﾉ ' ｨ ヽ \ ﾚ ｰ ' ' ﾉ ｀ / | ｲ ､ ' ' ｨ ヽ \ ﾚ ｰ ' ' ﾉ ｀ / | ｲ ､ ' ' ｨ ヽ \ ﾚ ｲ ､ ' ' ｨ ヽ \ ﾚ ｰ ' ' ﾉ ｀ / | ｲ ､ ' ' ｨ ヽ \ ﾚ ｰ ' ' ﾉ ｀ / | ｲ ､ ' ' ｨ ﾉ ｀ / | ｲ ､ ' ' ｨ ヽ \ ﾚ ｰ ' ' ﾉ ｀ / | ｲ ､ ' ' ｨ ヽ \ ﾚ ｰ ' ' ﾉ ｀ / | ｲ ｰ ' ' ﾉ ｀ / | ｲ ､ ' ' ｨ ヽ \ ﾚ ｰ ' ' ﾉ ｀ / | ｲ ､ ' ' ｨ ヽ \ ﾚ ｰ ' ' ﾉ ｀ ｨ ヽ \ ﾚ ｰ ' ' ﾉ ｀ / | ｲ ､ ' ' ｨ ヽ \ ﾚ ｰ ' ' ﾉ ｀ / | ｲ ､ ' ' ｨ ヽ \ ﾚ ｰ ､ ' ' ｨ ヽ \ ﾚ ｰ ' ' ﾉ ｀ / | ｲ ､ ' ' ｨ ヽ \ ﾚ ｰ ' ' ﾉ ｀ / | ｲ ､ ' ' ｨ ヽ ｀ / | ｲ ､ ' ' ｨ ヽ \ ﾚ ｰ ' ' ﾉ ｀ / | ｲ ､ ' ' ｨ ヽ \ ﾚ ｰ ' ' ﾉ ｀ / | ｲ ､ <box>21 2030 140 2165</box>
poster-name[interactable]: 腐腐腐的代价の加藤恵けも <box>33 107 77 111</box>
post-header: 4609 名前: 腐腐腐的代价の加藤恵けも 2015/02/20(五) 23:09:58.21 ID:4nUQ5Ek2 <box>13 2170 153 2174</box>
dialog-line: 这个…… <box>13 450 30 455</box>
ascii-art: \ ﾚ ｰ ' ' ﾉ ｀ / | ｲ ､ ' ' ｨ ヽ \ ﾚ ｰ ' ' ﾉ ｀ / | ｲ ､ ' ' ｨ ヽ \ ﾚ ｰ ' ' ' ｨ ヽ \ ﾚ ｰ ' ' ﾉ ｀ / | ｲ ､ ' ' ｨ ヽ \ ﾚ ｰ ' ' ﾉ ｀ / | ｲ ､ ' ' ｨ ヽ \ ﾚ | ｲ ､ ' ' ｨ ヽ \ ﾚ ｰ ' ' ﾉ ｀ / | ｲ ､ ' ' ｨ ヽ \ ﾚ ｰ ' ' ﾉ ｀ / | ｲ ､ ' ' ﾉ ｀ / | ｲ ､ ' ' ｨ ヽ \ ﾚ ｰ ' ' ﾉ ｀ / | ｲ ､ ' ' ｨ ヽ \ ﾚ ｰ ' ' ﾉ ｀ / | ｲ ﾚ ｰ ' ' ﾉ ｀ / | ｲ ､ ' ' ｨ ヽ \ ﾚ ｰ ' ' ﾉ ｀ / | ｲ ､ ' ' ｨ ヽ \ ﾚ ｰ ' ' ﾉ ｨ ヽ \ ﾚ ｰ ' ' ﾉ ｀ / | ｲ ､ ' ' ｨ ヽ \ ﾚ ｰ ' ' ﾉ ｀ / | ｲ ､ ' ' ｨ ヽ \ ﾚ ｰ ｲ ､ ' ' ｨ ヽ \ ﾚ ｰ ' ' ﾉ ｀ / | ｲ ､ ' ' ｨ ヽ \ ﾚ ｰ ' ' ﾉ ｀ / | ｲ ､ ' ' ｨ ｀ / | ｲ ､ ' ' ｨ ヽ \ ﾚ ｰ ' ' ﾉ ｀ / | ｲ ､ ' ' ｨ ヽ \ ﾚ ｰ ' ' ﾉ ｀ / | ｲ ､ ｰ ' ' ﾉ ｀ / | ｲ ､ ' ' ｨ ヽ \ ﾚ ｰ ' ' ﾉ ｀ / | ｲ ､ ' ' ｨ ヽ \ ﾚ ｰ ' ' ﾉ ｀ ヽ \ ﾚ ｰ ' ' ﾉ ｀ / | ｲ ､ ' ' ｨ ヽ \ ﾚ ｰ ' ' ﾉ ｀ / | ｲ ､ ' ' ｨ ヽ \ ﾚ ｰ ' ､ ' ' ｨ ヽ \ ﾚ ｰ ' ' ﾉ ｀ / | ｲ ､ ' ' ｨ ヽ \ ﾚ ｰ ' ' ﾉ ｀ / | ｲ ､ ' ' ｨ ヽ / | ｲ ､ ' ' ｨ ヽ \ ﾚ ｰ ' ' ﾉ ｀ / | ｲ ､ ' ' ｨ ヽ \ ﾚ ｰ ' ' ﾉ ｀ / | ｲ ､ ' ' ' ﾉ ｀ / | ｲ ､ ' ' ｨ ヽ \ ﾚ ｰ ' ' ﾉ ｀ / | ｲ ､ ' ' ｨ ヽ \ ﾚ ｰ ' ' ﾉ ｀ / \ ﾚ ｰ ' ' ﾉ ｀ / | ｲ ､ ' ' ｨ ヽ \ ﾚ ｰ ' ' ﾉ ｀ / | ｲ ､ ' ' ｨ ヽ \ ﾚ ｰ ' ' ' ' ｨ ヽ \ ﾚ ｰ ' ' ﾉ ｀ / | ｲ ､ ' ' ｨ ヽ \ ﾚ ｰ ' ' ﾉ ｀ / | ｲ ､ ' ' ｨ ヽ \ | ｲ ､ ' ' ｨ ヽ \ ﾚ ｰ ' ' ﾉ ｀ / | ｲ ､ ' ' ｨ ヽ \ ﾚ ｰ ' ' ﾉ ｀ / | ｲ ､ ' ' ' ﾉ ｀ / | ｲ ､ ' ' ｨ ヽ \ ﾚ ｰ ' ' ﾉ ｀ / | ｲ ､ ' ' ｨ ヽ \ ﾚ ｰ ' ' ﾉ ｀ / | ﾚ ｰ ' ' ﾉ ｀ / | ｲ ､ ' ' ｨ ヽ \ ﾚ ｰ ' ' ﾉ ｀ / | ｲ ､ ' ' ｨ ヽ \ ﾚ ｰ ' ' ﾉ ' ｨ ヽ \ ﾚ ｰ ' ' ﾉ ｀ / | ｲ ､ ' ' ｨ ヽ \ ﾚ ｰ ' ' ﾉ ｀ / | ｲ ､ ' ' ｨ ヽ \ ﾚ ｲ ､ ' ' ｨ ヽ \ ﾚ ｰ ' ' ﾉ ｀ / | ｲ ､ ' ' ｨ ヽ \ ﾚ ｰ ' ' ﾉ ｀ / | ｲ ､ ' ' ｨ ﾉ ｀ / | ｲ ､ ' ' ｨ ヽ \ ﾚ ｰ ' ' ﾉ ｀ / | ｲ ､ ' ' ｨ ヽ \ ﾚ ｰ ' ' ﾉ ｀ / | ｲ ｰ ' ' ﾉ ｀ / | ｲ ､ ' ' ｨ ヽ \ ﾚ ｰ ' ' ﾉ ｀ / | ｲ ､ ' ' ｨ ヽ \ ﾚ ｰ ' ' ﾉ ｀ ｨ ヽ \ ﾚ ｰ ' ' ﾉ ｀ / | ｲ ､ ' ' ｨ ヽ \ ﾚ ｰ ' ' ﾉ ｀ / | ｲ ､ ' ' ｨ ヽ \ ﾚ ｰ ､ ' ' ｨ ヽ \ ﾚ ｰ ' ' ﾉ ｀ / | ｲ ､ ' ' ｨ ヽ \ ﾚ ｰ ' ' ﾉ ｀ / | ｲ ､ ' ' ｨ ヽ ｀ / | ｲ ､ ' ' ｨ ヽ \ ﾚ ｰ ' ' ﾉ ｀ / | ｲ ､ ' ' ｨ ヽ \ ﾚ ｰ ' ' ﾉ ｀ / | ｲ ､ ' ' ﾉ ｀ / | ｲ ､ ' ' ｨ ヽ \ ﾚ ｰ ' ' ﾉ ｀ / | ｲ ､ ' ' ｨ ヽ \ ﾚ ｰ ' ' ﾉ ｀ / ヽ \ ﾚ ｰ ' ' ﾉ ｀ / | ｲ ､ ' ' ｨ ヽ \ ﾚ ｰ ' ' ﾉ ｀ / | ｲ ､ ' ' ｨ ヽ \ ﾚ ｰ ' ' ' ｨ ヽ \ ﾚ ｰ ' ' ﾉ ｀ / | ｲ ､ ' ' ｨ ヽ \ ﾚ ｰ ' ' ﾉ ｀ / | ｲ ､ ' ' ｨ ヽ \ / | ｲ ､ ' ' ｨ ヽ \ ﾚ ｰ ' ' ﾉ ｀ / | ｲ ､ ' ' ｨ ヽ \ ﾚ ｰ ' ' ﾉ ｀ / | ｲ ､ ' ' ﾉ ｀ / | ｲ ､ ' ' ｨ ヽ \ ﾚ ｰ ' ' ﾉ ｀ / | ｲ ､ ' ' ｨ ヽ \ ﾚ ｰ ' ' ﾉ ｀ / | \ ﾚ ｰ ' ' ﾉ ｀ / | ｲ ､ ' ' ｨ ヽ \ ﾚ ｰ ' ' ﾉ ｀ / | ｲ ､ ' ' ｨ ヽ \ ﾚ ｰ ' ' ' ｨ ヽ \ ﾚ ｰ ' ' ﾉ ｀ / | ｲ ､ ' ' ｨ ヽ \ ﾚ ｰ ' ' ﾉ ｀ / | ｲ ､ ' ' ｨ ヽ \ ﾚ | ｲ ､ ' ' ｨ ヽ \ ﾚ ｰ ' ' ﾉ ｀ / | ｲ ､ ' ' ｨ ヽ \ ﾚ ｰ ' ' ﾉ ｀ / | ｲ ､ ' ' <box>21 1172 140 1276</box>
poster-name[interactable]: 腐腐腐的代价の加藤恵けも <box>33 2170 77 2174</box>
dialog-line: 我这样说，你能理解吗？ <box>13 328 59 332</box>
speaker-label: 【秘书】 <box>13 1410 30 1415</box>
dialog-block <box>13 1125 30 1137</box>
speaker-label: 【秘书】 <box>13 445 30 449</box>
post-header: 4607 名前: 腐腐腐的代价の加藤恵けも 2015/02/20(五) 22:51:16.64 ID:F9uJUxmj <box>13 2005 151 2009</box>
speaker-label: 【秘书】 <box>13 1982 30 1987</box>
dialog-block <box>13 1840 30 1852</box>
poster-name[interactable]: ◆DgEukJtar◆ <box>33 931 59 936</box>
speaker-label: 【秘书】 <box>13 1278 30 1283</box>
poster-name[interactable]: ◆DgEukJtar◆ <box>33 1737 59 1741</box>
poster-name[interactable]: ◆DgEukJtar◆ <box>33 1164 59 1168</box>
ascii-art: ､ ' ' ｨ ヽ \ ﾚ ｰ ' ' ﾉ ｀ / | ｲ ､ ' ' ｨ ヽ \ ﾚ ｰ ' ' ﾉ ｀ / | ｲ ､ ' ' ｨ ヽ ｀ / | ｲ ､ ' ' ｨ ヽ \ ﾚ ｰ ' ' ﾉ ｀ / | ｲ ､ ' ' ｨ ヽ \ ﾚ ｰ ' ' ﾉ ｀ / | ｲ ､ ' ' ﾉ ｀ / | ｲ ､ ' ' ｨ ヽ \ ﾚ ｰ ' ' ﾉ ｀ / | ｲ ､ ' ' ｨ ヽ \ ﾚ ｰ ' ' ﾉ ｀ / ヽ \ ﾚ ｰ ' ' ﾉ ｀ / | ｲ ､ ' ' ｨ ヽ \ ﾚ ｰ ' ' ﾉ ｀ / | ｲ ､ ' ' ｨ ヽ \ ﾚ ｰ ' ' ' ｨ ヽ \ ﾚ ｰ ' ' ﾉ ｀ / | ｲ ､ ' ' ｨ ヽ \ ﾚ ｰ ' ' ﾉ ｀ / | ｲ ､ ' ' ｨ ヽ \ / | ｲ ､ ' ' ｨ ヽ \ ﾚ ｰ ' ' ﾉ ｀ / | ｲ ､ ' ' ｨ ヽ \ ﾚ ｰ ' ' ﾉ ｀ / | ｲ ､ ' ' ﾉ ｀ / | ｲ ､ ' ' ｨ ヽ \ ﾚ ｰ ' ' ﾉ ｀ / | ｲ ､ ' ' ｨ ヽ \ ﾚ ｰ ' ' ﾉ ｀ / | \ ﾚ ｰ ' ' ﾉ ｀ / | ｲ ､ ' ' ｨ ヽ \ ﾚ ｰ ' ' ﾉ ｀ / | ｲ ､ ' ' ｨ ヽ \ ﾚ ｰ ' ' ' ｨ ヽ \ ﾚ ｰ ' ' ﾉ ｀ / | ｲ ､ ' ' ｨ ヽ \ ﾚ ｰ ' ' ﾉ ｀ / | ｲ ､ ' ' ｨ ヽ \ ﾚ | ｲ ､ ' ' ｨ ヽ \ ﾚ ｰ ' ' ﾉ ｀ / | ｲ ､ ' ' ｨ ヽ \ ﾚ ｰ ' ' ﾉ ｀ / | ｲ ､ ' ' ﾉ ｀ / | ｲ ､ ' ' ｨ ヽ \ ﾚ ｰ ' ' ﾉ ｀ / | ｲ ､ ' ' ｨ ヽ \ ﾚ ｰ ' ' ﾉ ｀ / | ｲ ﾚ ｰ ' ' ﾉ ｀ / | ｲ ､ ' ' ｨ ヽ \ ﾚ ｰ ' ' ﾉ ｀ / | ｲ ､ ' ' ｨ ヽ \ ﾚ ｰ ' ' ﾉ ｨ ヽ \ ﾚ ｰ ' ' ﾉ ｀ / | ｲ ､ ' ' ｨ ヽ \ ﾚ ｰ ' ' ﾉ ｀ / | ｲ ､ ' ' ｨ ヽ \ ﾚ ｰ ｲ ､ ' ' ｨ ヽ \ ﾚ ｰ ' ' ﾉ ｀ / | ｲ ､ ' ' ｨ ヽ \ ﾚ ｰ ' ' ﾉ ｀ / | ｲ ､ ' ' ｨ ｀ / | ｲ ､ ' ' ｨ ヽ \ ﾚ ｰ ' ' ﾉ ｀ / | ｲ ､ ' ' ｨ ヽ \ ﾚ ｰ ' ' ﾉ ｀ / | ｲ ､ ｰ ' ' ﾉ ｀ / | ｲ ､ ' ' ｨ ヽ \ ﾚ ｰ ' ' ﾉ ｀ / | ｲ ､ ' ' ｨ ヽ \ ﾚ ｰ ' ' ﾉ ｀ ヽ \ ﾚ ｰ ' ' ﾉ ｀ / | ｲ ､ ' ' ｨ ヽ \ ﾚ ｰ ' ' ﾉ ｀ / | ｲ ､ ' ' ｨ ヽ \ ﾚ ｰ ' ､ ' ' ｨ ヽ \ ﾚ ｰ ' ' ﾉ ｀ / | ｲ ､ ' ' ｨ ヽ \ ﾚ ｰ ' ' ﾉ ｀ / | ｲ ､ ' ' ｨ ヽ / | ｲ ､ ' ' ｨ ヽ \ ﾚ ｰ ' ' ﾉ ｀ / | ｲ ､ ' ' ｨ ヽ \ ﾚ ｰ ' ' ﾉ ｀ / | ｲ ､ ' ' ' ﾉ ｀ / | ｲ ､ ' ' ｨ ヽ \ ﾚ ｰ ' ' ﾉ ｀ / | ｲ ､ ' ' ｨ ヽ \ ﾚ ｰ ' ' ﾉ ｀ / <box>21 1046 140 1109</box>
dialog-line: 开始吧。 <box>13 761 30 766</box>
separator <box>21 1402 299 1403</box>
separator <box>21 314 299 315</box>
speaker-label: 【秘书】 <box>13 1025 30 1029</box>
post-header: 4597 名前: 腐腐腐的代价の加藤恵けも 2015/02/20(五) 21:28:09.51 ID:4nUQ5Ek2 <box>13 467 153 471</box>
dialog-line: 好的。 <box>13 1131 26 1136</box>
dialog-line: 嗯。 <box>13 1416 22 1420</box>
ascii-art: ヽ \ ﾚ ｰ ' ' ﾉ ｀ / | ｲ ､ ' ' ｨ ヽ \ ﾚ ｰ ' ' ﾉ ｀ / | ｲ ､ ' ' ｨ ヽ \ ﾚ ｰ ' ､ ' ' ｨ ヽ \ ﾚ ｰ ' ' ﾉ ｀ / | ｲ ､ ' ' ｨ ヽ \ ﾚ ｰ ' ' ﾉ ｀ / | ｲ ､ ' ' ｨ ヽ / | ｲ ､ ' ' ｨ ヽ \ ﾚ ｰ ' ' ﾉ ｀ / | ｲ ､ ' ' ｨ ヽ \ ﾚ ｰ ' ' ﾉ ｀ / | ｲ ､ ' ' ' ﾉ ｀ / | ｲ ､ ' ' ｨ ヽ \ ﾚ ｰ ' ' ﾉ ｀ / | ｲ ､ ' ' ｨ ヽ \ ﾚ ｰ ' ' ﾉ ｀ / \ ﾚ ｰ ' ' ﾉ ｀ / | ｲ ､ ' ' ｨ ヽ \ ﾚ ｰ ' ' ﾉ ｀ / | ｲ ､ ' ' ｨ ヽ \ ﾚ ｰ ' ' ' ' ｨ ヽ \ ﾚ ｰ ' ' ﾉ ｀ / | ｲ ､ ' ' ｨ ヽ \ ﾚ ｰ ' ' ﾉ ｀ / | ｲ ､ ' ' ｨ ヽ \ | ｲ ､ ' ' ｨ ヽ \ ﾚ ｰ ' ' ﾉ ｀ / | ｲ ､ ' ' ｨ ヽ \ ﾚ ｰ ' ' ﾉ ｀ / | ｲ ､ ' ' ' ﾉ ｀ / | ｲ ､ ' ' ｨ ヽ \ ﾚ ｰ ' ' ﾉ ｀ / | ｲ ､ ' ' ｨ ヽ \ ﾚ ｰ ' ' ﾉ ｀ / | ﾚ ｰ ' ' ﾉ ｀ / | ｲ ､ ' ' ｨ ヽ \ ﾚ ｰ ' ' ﾉ ｀ / | ｲ ､ ' ' ｨ ヽ \ ﾚ ｰ ' ' ﾉ ' ｨ ヽ \ ﾚ ｰ ' ' ﾉ ｀ / | ｲ ､ ' ' ｨ ヽ \ ﾚ ｰ ' ' ﾉ ｀ / | ｲ ､ ' ' ｨ ヽ \ ﾚ ｲ ､ ' ' ｨ ヽ \ ﾚ ｰ ' ' ﾉ ｀ / | ｲ ､ ' ' ｨ ヽ \ ﾚ ｰ ' ' ﾉ ｀ / | ｲ ､ ' ' ｨ ﾉ ｀ / | ｲ ､ ' ' ｨ ヽ \ ﾚ ｰ ' ' ﾉ ｀ / | ｲ ､ ' ' ｨ ヽ \ ﾚ ｰ ' ' ﾉ ｀ / | ｲ ｰ ' ' ﾉ ｀ / | ｲ ､ ' ' ｨ ヽ \ ﾚ ｰ ' ' ﾉ ｀ / | ｲ ､ ' ' ｨ ヽ \ ﾚ ｰ ' ' ﾉ ｀ ｨ ヽ \ ﾚ ｰ ' ' ﾉ ｀ / | ｲ ､ ' ' ｨ ヽ \ ﾚ ｰ ' ' ﾉ ｀ / | ｲ ､ ' ' ｨ ヽ \ ﾚ ｰ ､ ' ' ｨ ヽ \ ﾚ ｰ ' ' ﾉ ｀ / | ｲ ､ ' ' ｨ ヽ \ ﾚ ｰ ' ' ﾉ ｀ / | ｲ ､ ' ' ｨ ヽ ｀ / | ｲ ､ ' ' ｨ ヽ \ ﾚ ｰ ' ' ﾉ ｀ / | ｲ ､ ' ' ｨ ヽ \ ﾚ ｰ ' ' ﾉ ｀ / | ｲ ､ ' ' ﾉ ｀ / | ｲ ､ ' ' ｨ ヽ \ ﾚ ｰ ' ' ﾉ ｀ / | ｲ ､ ' ' ｨ ヽ \ ﾚ ｰ ' ' ﾉ ｀ / ヽ \ ﾚ ｰ ' ' ﾉ ｀ / | ｲ ､ ' ' ｨ ヽ \ ﾚ ｰ ' ' ﾉ ｀ / | ｲ ､ ' ' ｨ ヽ \ ﾚ ｰ ' ' ' ｨ ヽ \ ﾚ ｰ ' ' ﾉ ｀ / | ｲ ､ ' ' ｨ ヽ \ ﾚ ｰ ' ' ﾉ ｀ / | ｲ ､ ' ' ｨ ヽ \ / | ｲ ､ ' ' ｨ ヽ \ ﾚ ｰ ' ' ﾉ ｀ / | ｲ ､ ' ' ｨ ヽ \ ﾚ ｰ ' ' ﾉ ｀ / | ｲ ､ ' ' ﾉ ｀ / | ｲ ､ ' ' ｨ ヽ \ ﾚ ｰ ' ' ﾉ ｀ / | ｲ ､ ' ' ｨ ヽ \ ﾚ ｰ ' ' ﾉ ｀ / | \ ﾚ ｰ ' ' ﾉ ｀ / | ｲ ､ ' ' ｨ ヽ \ ﾚ ｰ ' ' ﾉ ｀ / | ｲ ､ ' ' ｨ ヽ \ ﾚ ｰ ' ' ' ｨ ヽ \ ﾚ ｰ ' ' ﾉ ｀ / | ｲ ､ ' ' ｨ ヽ \ ﾚ ｰ ' ' ﾉ ｀ / | ｲ ､ ' ' ｨ ヽ \ ﾚ | ｲ ､ ' ' ｨ ヽ \ ﾚ ｰ ' ' ﾉ ｀ / | ｲ ､ ' ' ｨ ヽ \ ﾚ ｰ ' ' ﾉ ｀ / | ｲ ､ ' ' ﾉ ｀ / | ｲ ､ ' ' ｨ ヽ \ ﾚ ｰ ' ' ﾉ ｀ / | ｲ ､ ' ' ｨ ヽ \ ﾚ ｰ ' ' ﾉ ｀ / | ｲ ﾚ ｰ ' ' ﾉ ｀ / | ｲ ､ ' ' ｨ ヽ \ ﾚ ｰ ' ' ﾉ ｀ / | ｲ ､ ' ' ｨ ヽ \ ﾚ ｰ ' ' ﾉ ｨ ヽ \ ﾚ ｰ ' ' ﾉ ｀ / | ｲ ､ ' ' ｨ ヽ \ ﾚ ｰ ' ' ﾉ ｀ / | ｲ ､ ' ' ｨ ヽ \ ﾚ ｰ ｲ ､ ' ' ｨ ヽ \ ﾚ ｰ ' ' ﾉ ｀ / | ｲ ､ ' ' ｨ ヽ \ ﾚ ｰ ' ' ﾉ ｀ / | ｲ ､ ' ' ｨ ｀ / | ｲ ､ ' ' ｨ ヽ \ ﾚ ｰ ' ' ﾉ ｀ / | ｲ ､ ' ' ｨ ヽ \ ﾚ ｰ ' ' ﾉ ｀ / | ｲ ､ ｰ ' ' ﾉ ｀ / | ｲ ､ ' ' ｨ ヽ \ ﾚ ｰ ' ' ﾉ ｀ / | ｲ ､ ' ' ｨ ヽ \ ﾚ ｰ ' ' ﾉ ｀ ヽ \ ﾚ ｰ ' ' ﾉ ｀ / | ｲ ､ ' ' ｨ ヽ \ ﾚ ｰ ' ' ﾉ ｀ / | ｲ ､ ' ' ｨ ヽ \ ﾚ ｰ ' ､ ' ' ｨ ヽ \ ﾚ ｰ ' ' ﾉ ｀ / | ｲ ､ ' ' ｨ ヽ \ ﾚ ｰ ' ' ﾉ ｀ / | ｲ ､ ' ' ｨ ヽ / | ｲ ､ ' ' ｨ ヽ \ ﾚ ｰ ' ' ﾉ ｀ / | ｲ ､ ' ' ｨ ヽ \ ﾚ ｰ ' ' ﾉ ｀ / | ｲ ､ ' <box>21 802 140 906</box>
post-header: 4592 名前: ◆DgEukJtar◆ 2015/02/20(五) 21:03:29.00 ID:g/ooVa7D <box>13 4 134 8</box>
dialog-block <box>13 321 59 333</box>
dialog-block <box>13 219 75 236</box>
speaker-label: 【书记】 <box>13 553 30 557</box>
post-header: 4598 名前: ◆DgEukJtar◆ 2015/02/20(五) 21:33:58.00 ID:g/ooVa7D <box>13 662 134 666</box>
dialog-block <box>13 908 38 919</box>
ascii-art: ' ｨ ヽ \ ﾚ ｰ ' ' ﾉ ｀ / | ｲ ､ ' ' ｨ ヽ \ ﾚ ｰ ' ' ﾉ ｀ / | ｲ ､ ' ' ｨ ヽ \ ﾚ ｲ ､ ' ' ｨ ヽ \ ﾚ ｰ ' ' ﾉ ｀ / | ｲ ､ ' ' ｨ ヽ \ ﾚ ｰ ' ' ﾉ ｀ / | ｲ ､ ' ' ｨ ﾉ ｀ / | ｲ ､ ' ' ｨ ヽ \ ﾚ ｰ ' ' ﾉ ｀ / | ｲ ､ ' ' ｨ ヽ \ ﾚ ｰ ' ' ﾉ ｀ / | ｲ ｰ ' ' ﾉ ｀ / | ｲ ､ ' ' ｨ ヽ \ ﾚ ｰ ' ' ﾉ ｀ / | ｲ ､ ' ' ｨ ヽ \ ﾚ ｰ ' ' ﾉ ｀ ｨ ヽ \ ﾚ ｰ ' ' ﾉ ｀ / | ｲ ､ ' ' ｨ ヽ \ ﾚ ｰ ' ' ﾉ ｀ / | ｲ ､ ' ' ｨ ヽ \ ﾚ ｰ ､ ' ' ｨ ヽ \ ﾚ ｰ ' ' ﾉ ｀ / | ｲ ､ ' ' ｨ ヽ \ ﾚ ｰ ' ' ﾉ ｀ / | ｲ ､ ' ' ｨ ヽ ｀ / | ｲ ､ ' ' ｨ ヽ \ ﾚ ｰ ' ' ﾉ ｀ / | ｲ ､ ' ' ｨ ヽ \ ﾚ ｰ ' ' ﾉ ｀ / | ｲ ､ ' ' ﾉ ｀ / | ｲ ､ ' ' ｨ ヽ \ ﾚ ｰ ' ' ﾉ ｀ / | ｲ ､ ' ' ｨ ヽ \ ﾚ ｰ ' ' ﾉ ｀ / ヽ \ ﾚ ｰ ' ' ﾉ ｀ / | ｲ ､ ' ' ｨ ヽ \ ﾚ ｰ ' ' ﾉ ｀ / | ｲ ､ ' ' ｨ ヽ \ ﾚ ｰ ' ' ' ｨ ヽ \ ﾚ ｰ ' ' ﾉ ｀ / | ｲ ､ ' ' ｨ ヽ \ ﾚ ｰ ' ' ﾉ ｀ / | ｲ ､ ' ' ｨ ヽ \ / | ｲ ､ ' ' ｨ ヽ \ ﾚ ｰ ' ' ﾉ ｀ / | ｲ ､ ' ' ｨ ヽ \ ﾚ ｰ ' ' ﾉ ｀ / | ｲ ､ ' ' ﾉ ｀ / | ｲ ､ ' ' ｨ ヽ \ ﾚ ｰ ' ' ﾉ ｀ / | ｲ ､ ' ' ｨ ヽ \ ﾚ ｰ ' ' ﾉ ｀ / | \ ﾚ ｰ ' ' ﾉ ｀ / | ｲ ､ ' ' ｨ ヽ \ ﾚ ｰ ' ' ﾉ ｀ / | ｲ ､ ' ' ｨ ヽ \ ﾚ ｰ ' ' ' ｨ ヽ \ ﾚ ｰ ' ' ﾉ ｀ / | ｲ ､ ' ' ｨ ヽ \ ﾚ ｰ ' ' ﾉ ｀ / | ｲ ､ ' ' ｨ ヽ \ ﾚ | ｲ ､ ' ' ｨ ヽ \ ﾚ ｰ ' ' ﾉ ｀ / | ｲ ､ ' ' ｨ ヽ \ ﾚ ｰ ' ' ﾉ ｀ / | ｲ ､ ' ' ﾉ ｀ / | ｲ ､ ' ' ｨ ヽ \ ﾚ ｰ ' ' ﾉ ｀ / | ｲ ､ ' ' ｨ ヽ \ ﾚ ｰ ' ' ﾉ ｀ / | ｲ ﾚ ｰ ' ' ﾉ ｀ / | ｲ ､ ' ' ｨ ヽ \ ﾚ ｰ ' ' ﾉ ｀ / | ｲ ､ ' ' ｨ ヽ \ ﾚ ｰ ' ' ﾉ ｨ ヽ \ ﾚ ｰ ' ' ﾉ ｀ / | ｲ ､ ' ' ｨ ヽ \ ﾚ ｰ ' ' ﾉ ｀ / | ｲ ､ ' ' ｨ ヽ \ ﾚ ｰ ｲ ､ ' ' ｨ ヽ \ ﾚ ｰ ' ' ﾉ ｀ / | ｲ ､ ' ' ｨ ヽ \ ﾚ ｰ ' ' ﾉ ｀ / | ｲ ､ ' ' ｨ ｀ / | ｲ ､ ' ' ｨ ヽ \ ﾚ ｰ ' ' ﾉ ｀ / | ｲ ､ ' ' ｨ ヽ \ ﾚ ｰ ' ' ﾉ ｀ / | ｲ ､ ｰ ' ' ﾉ ｀ / | ｲ ､ ' ' ｨ ヽ \ ﾚ ｰ ' ' ﾉ ｀ / | ｲ ､ ' ' ｨ ヽ \ ﾚ ｰ ' ' ﾉ ｀ ヽ \ ﾚ ｰ ' ' ﾉ ｀ / | ｲ ､ ' ' ｨ ヽ \ ﾚ ｰ ' ' ﾉ ｀ / | ｲ ､ ' ' ｨ ヽ \ ﾚ ｰ ' ､ ' ' ｨ ヽ \ ﾚ ｰ ' ' ﾉ ｀ / | ｲ ､ ' ' ｨ ヽ \ ﾚ ｰ ' ' ﾉ ｀ / | ｲ ､ ' ' ｨ ヽ / | ｲ ､ ' ' ｨ ヽ \ ﾚ ｰ ' ' ﾉ ｀ / | ｲ ､ ' ' ｨ ヽ \ ﾚ ｰ ' ' ﾉ ｀ / | ｲ ､ ' ' ' ﾉ ｀ / | ｲ ､ ' ' ｨ ヽ \ ﾚ ｰ ' ' ﾉ ｀ / | ｲ ､ ' ' ｨ ヽ \ ﾚ ｰ ' ' ﾉ ｀ / <box>21 473 140 551</box>
dialog-line: 已经开始了。 <box>13 914 38 919</box>
ascii-art: ﾉ ｀ / | ｲ ､ ' ' ｨ ヽ \ ﾚ ｰ ' ' ﾉ ｀ / | ｲ ､ ' ' ｨ ヽ \ ﾚ ｰ ' ' ﾉ ｀ / | ｲ ｰ ' ' ﾉ ｀ / | ｲ ､ ' ' ｨ ヽ \ ﾚ ｰ ' ' ﾉ ｀ / | ｲ ､ ' ' ｨ ヽ \ ﾚ ｰ ' ' ﾉ ｀ ｨ ヽ \ ﾚ ｰ ' ' ﾉ ｀ / | ｲ ､ ' ' ｨ ヽ \ ﾚ ｰ ' ' ﾉ ｀ / | ｲ ､ ' ' ｨ ヽ \ ﾚ ｰ ､ ' ' ｨ ヽ \ ﾚ ｰ ' ' ﾉ ｀ / | ｲ ､ ' ' ｨ ヽ \ ﾚ ｰ ' ' ﾉ ｀ / | ｲ ､ ' ' ｨ ヽ ｀ / | ｲ ､ ' ' ｨ ヽ \ ﾚ ｰ ' ' ﾉ ｀ / | ｲ ､ ' ' ｨ ヽ \ ﾚ ｰ ' ' ﾉ ｀ / | ｲ ､ ' ' ﾉ ｀ / | ｲ ､ ' ' ｨ ヽ \ ﾚ ｰ ' ' ﾉ ｀ / | ｲ ､ ' ' ｨ ヽ \ ﾚ ｰ ' ' ﾉ ｀ / ヽ \ ﾚ ｰ ' ' ﾉ ｀ / | ｲ ､ ' ' ｨ ヽ \ ﾚ ｰ ' ' ﾉ ｀ / | ｲ ､ ' ' ｨ ヽ \ ﾚ ｰ ' ' ' ｨ ヽ \ ﾚ ｰ ' ' ﾉ ｀ / | ｲ ､ ' ' ｨ ヽ \ ﾚ ｰ ' ' ﾉ ｀ / | ｲ ､ ' ' ｨ ヽ \ / | ｲ ､ ' ' ｨ ヽ \ ﾚ ｰ ' ' ﾉ ｀ / | ｲ ､ ' ' ｨ ヽ \ ﾚ ｰ ' ' ﾉ ｀ / | ｲ ､ ' ' ﾉ ｀ / | ｲ ､ ' ' ｨ ヽ \ ﾚ ｰ ' ' ﾉ ｀ / | ｲ ､ ' ' ｨ ヽ \ ﾚ ｰ ' ' ﾉ ｀ / | \ ﾚ ｰ ' ' ﾉ ｀ / | ｲ ､ ' ' ｨ ヽ \ ﾚ ｰ ' ' ﾉ ｀ / | ｲ ､ ' ' ｨ ヽ \ ﾚ ｰ ' ' ' ｨ ヽ \ ﾚ ｰ ' ' ﾉ ｀ / | ｲ ､ ' ' ｨ ヽ \ ﾚ ｰ ' ' ﾉ ｀ / | ｲ ､ ' ' ｨ ヽ \ ﾚ | ｲ ､ ' ' ｨ ヽ \ ﾚ ｰ ' ' ﾉ ｀ / | ｲ ､ ' ' ｨ ヽ \ ﾚ ｰ ' ' ﾉ ｀ / | ｲ ､ ' ' ﾉ ｀ / | ｲ ､ ' ' ｨ ヽ \ ﾚ ｰ ' ' ﾉ ｀ / | ｲ ､ ' ' ｨ ヽ \ ﾚ ｰ ' ' ﾉ ｀ / | ｲ ﾚ ｰ ' ' ﾉ ｀ / | ｲ ､ ' ' ｨ ヽ \ ﾚ ｰ ' ' ﾉ ｀ / | ｲ ､ ' ' ｨ ヽ \ ﾚ ｰ ' ' ﾉ ｨ ヽ \ ﾚ ｰ ' ' ﾉ ｀ / | ｲ ､ ' ' ｨ ヽ \ ﾚ ｰ ' ' ﾉ ｀ / | ｲ ､ ' ' ｨ ヽ \ ﾚ ｰ ｲ ､ ' ' ｨ ヽ \ ﾚ ｰ ' ' ﾉ ｀ / | ｲ ､ ' ' ｨ ヽ \ ﾚ ｰ ' ' ﾉ ｀ / | ｲ ､ ' ' ｨ ｀ / | ｲ ､ ' ' ｨ ヽ \ ﾚ ｰ ' ' ﾉ ｀ / | ｲ ､ ' ' ｨ ヽ \ ﾚ ｰ ' ' ﾉ ｀ / | ｲ ､ ｰ ' ' ﾉ ｀ / | ｲ ､ ' ' ｨ ヽ \ ﾚ ｰ ' ' ﾉ ｀ / | ｲ ､ ' ' ｨ ヽ \ ﾚ ｰ ' ' ﾉ ｀ ヽ \ ﾚ ｰ ' ' ﾉ ｀ / | ｲ ､ ' ' ｨ ヽ \ ﾚ ｰ ' ' ﾉ ｀ / | ｲ ､ ' ' ｨ ヽ \ ﾚ ｰ ' ､ ' ' ｨ ヽ \ ﾚ ｰ ' ' ﾉ ｀ / | ｲ ､ ' ' ｨ ヽ \ ﾚ ｰ ' ' ﾉ ｀ / | ｲ ､ ' ' ｨ ヽ / | ｲ ､ ' ' ｨ ヽ \ ﾚ ｰ ' ' ﾉ ｀ / | ｲ ､ ' ' ｨ ヽ \ ﾚ ｰ ' ' ﾉ ｀ / | ｲ ､ ' ' ' ﾉ ｀ / | ｲ ､ ' ' ｨ ヽ \ ﾚ ｰ ' ' ﾉ ｀ / | ｲ ､ ' ' ｨ ヽ \ ﾚ ｰ ' ' ﾉ ｀ / \ ﾚ ｰ ' ' ﾉ ｀ / | ｲ ､ ' ' ｨ ヽ \ ﾚ ｰ ' ' ﾉ ｀ / | ｲ ､ ' ' ｨ ヽ \ ﾚ ｰ ' ' ' ' ｨ ヽ \ ﾚ ｰ ' ' ﾉ ｀ / | ｲ ､ ' ' ｨ ヽ \ ﾚ ｰ ' ' ﾉ ｀ / | ｲ ､ ' ' ｨ ヽ \ <box>21 10 140 88</box>
post-header: 4594 名前: ◆DgEukJtar◆ 2015/02/20(五) 21:13:15.00 ID:g/ooVa7D <box>13 124 134 128</box>
speaker-label: 【秘书】 <box>13 322 30 327</box>
post-header: 4596 名前: ◆DgEukJtar◆ 2015/02/20(五) 21:25:31.00 ID:g/ooVa7D <box>13 359 134 363</box>
ascii-art: | ｲ ､ ' ' ｨ ヽ \ ﾚ ｰ ' ' ﾉ ｀ / | ｲ ､ ' ' ｨ ヽ \ ﾚ ｰ ' ' ﾉ ｀ / | ｲ ､ ' ' ﾉ ｀ / | ｲ ､ ' ' ｨ ヽ \ ﾚ ｰ ' ' ﾉ ｀ / | ｲ ､ ' ' ｨ ヽ \ ﾚ ｰ ' ' ﾉ ｀ / | ｲ ﾚ ｰ ' ' ﾉ ｀ / | ｲ ､ ' ' ｨ ヽ \ ﾚ ｰ ' ' ﾉ ｀ / | ｲ ､ ' ' ｨ ヽ \ ﾚ ｰ ' ' ﾉ ｨ ヽ \ ﾚ ｰ ' ' ﾉ ｀ / | ｲ ､ ' ' ｨ ヽ \ ﾚ ｰ ' ' ﾉ ｀ / | ｲ ､ ' ' ｨ ヽ \ ﾚ ｰ ｲ ､ ' ' ｨ ヽ \ ﾚ ｰ ' ' ﾉ ｀ / | ｲ ､ ' ' ｨ ヽ \ ﾚ ｰ ' ' ﾉ ｀ / | ｲ ､ ' ' ｨ ｀ / | ｲ ､ ' ' ｨ ヽ \ ﾚ ｰ ' ' ﾉ ｀ / | ｲ ､ ' ' ｨ ヽ \ ﾚ ｰ ' ' ﾉ ｀ / | ｲ ､ ｰ ' ' ﾉ ｀ / | ｲ ､ ' ' ｨ ヽ \ ﾚ ｰ ' ' ﾉ ｀ / | ｲ ､ ' ' ｨ ヽ \ ﾚ ｰ ' ' ﾉ ｀ ヽ \ ﾚ ｰ ' ' ﾉ ｀ / | ｲ ､ ' ' ｨ ヽ \ ﾚ ｰ ' ' ﾉ ｀ / | ｲ ､ ' ' ｨ ヽ \ ﾚ ｰ ' ､ ' ' ｨ ヽ \ ﾚ ｰ ' ' ﾉ ｀ / | ｲ ､ ' ' ｨ ヽ \ ﾚ ｰ ' ' ﾉ ｀ / | ｲ ､ ' ' ｨ ヽ / | ｲ ､ ' ' ｨ ヽ \ ﾚ ｰ ' ' ﾉ ｀ / | ｲ ､ ' ' ｨ ヽ \ ﾚ ｰ ' ' ﾉ ｀ / | ｲ ､ ' ' ' ﾉ ｀ / | ｲ ､ ' ' ｨ ヽ \ ﾚ ｰ ' ' ﾉ ｀ / | ｲ ､ ' ' ｨ ヽ \ ﾚ ｰ ' ' ﾉ ｀ / \ ﾚ ｰ ' ' ﾉ ｀ / | ｲ ､ ' ' ｨ ヽ \ ﾚ ｰ ' ' ﾉ ｀ / | ｲ ､ ' ' ｨ ヽ \ ﾚ ｰ ' ' ' ' ｨ ヽ \ ﾚ ｰ ' ' ﾉ ｀ / | ｲ ､ ' ' ｨ ヽ \ ﾚ ｰ ' ' ﾉ ｀ / | ｲ ､ ' ' ｨ ヽ \ | ｲ ､ ' ' ｨ ヽ \ ﾚ ｰ ' ' ﾉ ｀ / | ｲ ､ ' ' ｨ ヽ \ ﾚ ｰ ' ' ﾉ ｀ / | ｲ ､ ' ' ' ﾉ ｀ / | ｲ ､ ' ' ｨ ヽ \ ﾚ ｰ ' ' ﾉ ｀ / | ｲ ､ ' ' ｨ ヽ \ ﾚ ｰ ' ' ﾉ ｀ / | ﾚ ｰ ' ' ﾉ ｀ / | ｲ ､ ' ' ｨ ヽ \ ﾚ ｰ ' ' ﾉ ｀ / | ｲ ､ ' ' ｨ ヽ \ ﾚ ｰ ' ' ﾉ ' ｨ ヽ \ ﾚ ｰ ' ' ﾉ ｀ / | ｲ ､ ' ' ｨ ヽ \ ﾚ ｰ ' ' ﾉ ｀ / | ｲ ､ ' ' ｨ ヽ \ ﾚ ｲ ､ ' ' ｨ ヽ \ ﾚ ｰ ' ' ﾉ ｀ / | ｲ ､ ' ' ｨ ヽ \ ﾚ ｰ ' ' ﾉ ｀ / | ｲ ､ ' ' ｨ ﾉ ｀ / | ｲ ､ ' ' ｨ ヽ \ ﾚ ｰ ' ' ﾉ ｀ / | ｲ ､ ' ' ｨ ヽ \ ﾚ ｰ ' ' ﾉ ｀ / | ｲ ｰ ' ' ﾉ ｀ / | ｲ ､ ' ' ｨ ヽ \ ﾚ ｰ ' ' ﾉ ｀ / | ｲ ､ ' ' ｨ ヽ \ ﾚ ｰ ' ' ﾉ ｀ ｨ ヽ \ ﾚ ｰ ' ' ﾉ ｀ / | ｲ ､ ' ' ｨ ヽ \ ﾚ ｰ ' ' ﾉ ｀ / | ｲ ､ ' ' ｨ ヽ \ ﾚ ｰ ､ ' ' ｨ ヽ \ ﾚ ｰ ' ' ﾉ ｀ / | ｲ ､ ' ' ｨ ヽ \ ﾚ ｰ ' ' ﾉ ｀ / | ｲ ､ ' ' ｨ ヽ ｀ / | ｲ ､ ' ' ｨ ヽ \ ﾚ ｰ ' ' ﾉ ｀ / | ｲ ､ ' ' ｨ ヽ \ ﾚ ｰ ' ' ﾉ ｀ / | ｲ ､ ' ' ﾉ ｀ / | ｲ ､ ' ' ｨ ヽ \ ﾚ ｰ ' ' ﾉ ｀ / | ｲ ､ ' ' ｨ ヽ \ ﾚ ｰ ' ' ﾉ ｀ / ヽ \ ﾚ ｰ ' ' ﾉ ｀ / | ｲ ､ ' ' ｨ ヽ \ ﾚ ｰ ' ' ﾉ ｀ / | ｲ ､ ' ' ｨ ヽ \ ﾚ ｰ ' <box>21 675 140 753</box>
dialog-line: 完了。 <box>13 1284 26 1289</box>
speaker-label: 【秘书】 <box>13 756 30 760</box>
speaker-label: 【秘书】 <box>13 1126 30 1130</box>
post-header: 4601 名前: 腐腐腐的代价の加藤恵けも 2015/02/20(五) 22:03:18.44 ID:4nUQ5Ek2 <box>13 1148 153 1152</box>
dialog-line: …… <box>13 1582 22 1586</box>
poster-name[interactable]: ◆DgEukJtar◆ <box>33 4 59 8</box>
speaker-label: 【秘书】 <box>13 89 30 94</box>
speaker-label: 【秘书】 <box>13 908 30 913</box>
poster-name[interactable]: 腐腐腐的代价の加藤恵けも <box>33 341 77 345</box>
arrow-right-icon <box>299 1971 303 1975</box>
dialog-block <box>13 1024 30 1036</box>
dialog-block <box>13 1981 30 1993</box>
arrow-right-icon <box>299 1116 303 1120</box>
poster-name[interactable]: 腐腐腐的代价の加藤恵けも <box>33 1432 77 1436</box>
ascii-art: ｀ / | ｲ ､ ' ' ｨ ヽ \ ﾚ ｰ ' ' ﾉ ｀ / | ｲ ､ ' ' ｨ ヽ \ ﾚ ｰ ' ' ﾉ ｀ / | ｲ ､ ｰ ' ' ﾉ ｀ / | ｲ ､ ' ' ｨ ヽ \ ﾚ ｰ ' ' ﾉ ｀ / | ｲ ､ ' ' ｨ ヽ \ ﾚ ｰ ' ' ﾉ ｀ ヽ \ ﾚ ｰ ' ' ﾉ ｀ / | ｲ ､ ' ' ｨ ヽ \ ﾚ ｰ ' ' ﾉ ｀ / | ｲ ､ ' ' ｨ ヽ \ ﾚ ｰ ' ､ ' ' ｨ ヽ \ ﾚ ｰ ' ' ﾉ ｀ / | ｲ ､ ' ' ｨ ヽ \ ﾚ ｰ ' ' ﾉ ｀ / | ｲ ､ ' ' ｨ ヽ / | ｲ ､ ' ' ｨ ヽ \ ﾚ ｰ ' ' ﾉ ｀ / | ｲ ､ ' ' ｨ ヽ \ ﾚ ｰ ' ' ﾉ ｀ / | ｲ ､ ' ' ' ﾉ ｀ / | ｲ ､ ' ' ｨ ヽ \ ﾚ ｰ ' ' ﾉ ｀ / | ｲ ､ ' ' ｨ ヽ \ ﾚ ｰ ' ' ﾉ ｀ / \ ﾚ ｰ ' ' ﾉ ｀ / | ｲ ､ ' ' ｨ ヽ \ ﾚ ｰ ' ' ﾉ ｀ / | ｲ ､ ' ' ｨ ヽ \ ﾚ ｰ ' ' ' ' ｨ ヽ \ ﾚ ｰ ' ' ﾉ ｀ / | ｲ ､ ' ' ｨ ヽ \ ﾚ ｰ ' ' ﾉ ｀ / | ｲ ､ ' ' ｨ ヽ \ | ｲ ､ ' ' ｨ ヽ \ ﾚ ｰ ' ' ﾉ ｀ / | ｲ ､ ' ' ｨ ヽ \ ﾚ ｰ ' ' ﾉ ｀ / | ｲ ､ ' ' ' ﾉ ｀ / | ｲ ､ ' ' ｨ ヽ \ ﾚ ｰ ' ' ﾉ ｀ / | ｲ ､ ' ' ｨ ヽ \ ﾚ ｰ ' ' ﾉ ｀ / | ﾚ ｰ ' ' ﾉ ｀ / | ｲ ､ ' ' ｨ ヽ \ ﾚ ｰ ' ' ﾉ ｀ / | ｲ ､ ' ' ｨ ヽ \ ﾚ ｰ ' ' ﾉ ' ｨ ヽ \ ﾚ ｰ ' ' ﾉ ｀ / | ｲ ､ ' ' ｨ ヽ \ ﾚ ｰ ' ' ﾉ ｀ / | ｲ ､ ' ' ｨ ヽ \ ﾚ ｲ ､ ' ' ｨ ヽ \ ﾚ ｰ ' ' ﾉ ｀ / | ｲ ､ ' ' ｨ ヽ \ ﾚ ｰ ' ' ﾉ ｀ / | ｲ ､ ' ' ｨ ﾉ ｀ / | ｲ ､ ' ' ｨ ヽ \ ﾚ ｰ ' ' ﾉ ｀ / | ｲ ､ ' ' ｨ ヽ \ ﾚ ｰ ' ' ﾉ ｀ / | ｲ ｰ ' ' ﾉ ｀ / | ｲ ､ ' ' ｨ ヽ \ ﾚ ｰ ' ' ﾉ ｀ / | ｲ ､ ' ' ｨ ヽ \ ﾚ ｰ ' ' ﾉ ｀ ｨ ヽ \ ﾚ ｰ ' ' ﾉ ｀ / | ｲ ､ ' ' ｨ ヽ \ ﾚ ｰ ' ' ﾉ ｀ / | ｲ ､ ' ' ｨ ヽ \ ﾚ ｰ ､ ' ' ｨ ヽ \ ﾚ ｰ ' ' ﾉ ｀ / | ｲ ､ ' ' ｨ ヽ \ ﾚ ｰ ' ' ﾉ ｀ / | ｲ ､ ' ' ｨ ヽ ｀ / | ｲ ､ ' ' ｨ ヽ \ ﾚ ｰ ' ' ﾉ ｀ / | ｲ ､ ' ' ｨ ヽ \ ﾚ ｰ ' ' ﾉ ｀ / | ｲ ､ ' ' ﾉ ｀ / | ｲ ､ ' ' ｨ ヽ \ ﾚ ｰ ' ' ﾉ ｀ / | ｲ ､ ' ' ｨ ヽ \ ﾚ ｰ ' ' ﾉ ｀ / ヽ \ ﾚ ｰ ' ' ﾉ ｀ / | ｲ ､ ' ' ｨ ヽ \ ﾚ ｰ ' ' ﾉ ｀ / | ｲ ､ ' ' ｨ ヽ \ ﾚ ｰ ' ' ' ｨ ヽ \ ﾚ ｰ ' ' ﾉ ｀ / | ｲ ､ ' ' ｨ ヽ \ ﾚ ｰ ' ' ﾉ ｀ / | ｲ ､ ' ' ｨ ヽ \ / | ｲ ､ ' ' ｨ ヽ \ ﾚ ｰ ' ' ﾉ ｀ / | ｲ ､ ' ' ｨ ヽ \ ﾚ ｰ ' ' ﾉ ｀ / | ｲ ､ ' ' ﾉ ｀ / | ｲ ､ ' ' ｨ ヽ \ ﾚ ｰ ' ' ﾉ ｀ / | ｲ ､ ' ' ｨ ヽ \ ﾚ ｰ ' ' ﾉ ｀ / | \ ﾚ ｰ ' ' ﾉ ｀ / | ｲ ､ ' ' ｨ ヽ \ ﾚ ｰ ' ' ﾉ ｀ / | ｲ ､ ' ' ｨ ヽ \ ﾚ ｰ ' ' ' ｨ ヽ \ ﾚ ｰ ' ' ﾉ ｀ / | ｲ ､ ' ' ｨ ヽ \ ﾚ ｰ ' ' ﾉ ｀ / | ｲ ､ ' ' ｨ ヽ \ ﾚ | ｲ ､ ' ' ｨ ヽ \ ﾚ ｰ ' ' ﾉ ｀ / | ｲ ､ ' ' ｨ ヽ \ ﾚ ｰ ' ' ﾉ ｀ / | ｲ ､ ' ' ﾉ ｀ / | ｲ ､ ' ' ｨ ヽ \ ﾚ ｰ ' ' ﾉ ｀ / | ｲ ､ ' ' ｨ ヽ \ ﾚ ｰ ' ' ﾉ ｀ / | ｲ ﾚ ｰ ' ' ﾉ ｀ / | ｲ ､ ' ' ｨ ヽ \ ﾚ ｰ ' ' ﾉ ｀ / | ｲ ､ ' ' ｨ ヽ \ ﾚ ｰ ' ' ﾉ ｨ ヽ \ ﾚ ｰ ' ' ﾉ ｀ / | ｲ ､ ' ' ｨ ヽ \ ﾚ ｰ ' ' ﾉ ｀ / | ｲ ､ ' ' ｨ ヽ \ ﾚ ｰ ｲ ､ ' ' ｨ ヽ \ ﾚ ｰ ' ' ﾉ ｀ / | ｲ ､ ' ' ｨ ヽ \ ﾚ ｰ ' ' ﾉ ｀ / | ｲ ､ ' ' ｨ <box>21 1298 140 1392</box>
poster-name[interactable]: ◆DgEukJtar◆ <box>33 124 59 128</box>
poster-name[interactable]: ◆DgEukJtar◆ <box>33 2187 59 2191</box>
post-header: 4603 名前: 腐腐腐的代价の加藤恵けも 2015/02/20(五) 22:21:55.10 ID:F9uJUxmj <box>13 1432 151 1436</box>
arrow-right-icon <box>299 312 303 316</box>
post-header: 4599 名前: 腐腐腐的代价の加藤恵けも 2015/02/20(五) 21:44:09.22 ID:F9uJUxmj <box>13 794 151 799</box>
poster-name[interactable]: ◆DgEukJtar◆ <box>33 359 59 363</box>
dialog-block <box>13 1410 30 1421</box>
poster-name[interactable]: 腐腐腐的代价の加藤恵けも <box>33 1721 77 1725</box>
separator <box>21 1973 299 1974</box>
dialog-line: 就这样。 <box>13 1030 30 1035</box>
post-header: 4595 名前: 腐腐腐的代价の加藤恵けも 2015/02/20(五) 21:21:10.15 ID:4nUQ5Ek2 <box>13 341 153 345</box>
poster-name[interactable]: 腐腐腐的代价の加藤恵けも <box>33 2005 77 2009</box>
ascii-art: / | ｲ ､ ' ' ｨ ヽ \ ﾚ ｰ ' ' ﾉ ｀ / | ｲ ､ ' ' ｨ ヽ \ ﾚ ｰ ' ' ﾉ ｀ / | ｲ ､ ' ' ' ﾉ ｀ / | ｲ ､ ' ' ｨ ヽ \ ﾚ ｰ ' ' ﾉ ｀ / | ｲ ､ ' ' ｨ ヽ \ ﾚ ｰ ' ' ﾉ ｀ / \ ﾚ ｰ ' ' ﾉ ｀ / | ｲ ､ ' ' ｨ ヽ \ ﾚ ｰ ' ' ﾉ ｀ / | ｲ ､ ' ' ｨ ヽ \ ﾚ ｰ ' ' ' ' ｨ ヽ \ ﾚ ｰ ' ' ﾉ ｀ / | ｲ ､ ' ' ｨ ヽ \ ﾚ ｰ ' ' ﾉ ｀ / | ｲ ､ ' ' ｨ ヽ \ | ｲ ､ ' ' ｨ ヽ \ ﾚ ｰ ' ' ﾉ ｀ / | ｲ ､ ' ' ｨ ヽ \ ﾚ ｰ ' ' ﾉ ｀ / | ｲ ､ ' ' ' ﾉ ｀ / | ｲ ､ ' ' ｨ ヽ \ ﾚ ｰ ' ' ﾉ ｀ / | ｲ ､ ' ' ｨ ヽ \ ﾚ ｰ ' ' ﾉ ｀ / | ﾚ ｰ ' ' ﾉ ｀ / | ｲ ､ ' ' ｨ ヽ \ ﾚ ｰ ' ' ﾉ ｀ / | ｲ ､ ' ' ｨ ヽ \ ﾚ ｰ ' ' ﾉ ' ｨ ヽ \ ﾚ ｰ ' ' ﾉ ｀ / | ｲ ､ ' ' ｨ ヽ \ ﾚ ｰ ' ' ﾉ ｀ / | ｲ ､ ' ' ｨ ヽ \ ﾚ ｲ ､ ' ' ｨ ヽ \ ﾚ ｰ ' ' ﾉ ｀ / | ｲ ､ ' ' ｨ ヽ \ ﾚ ｰ ' ' ﾉ ｀ / | ｲ ､ ' ' ｨ ﾉ ｀ / | ｲ ､ ' ' ｨ ヽ \ ﾚ ｰ ' ' ﾉ ｀ / | ｲ ､ ' ' ｨ ヽ \ ﾚ ｰ ' ' ﾉ ｀ / | ｲ ｰ ' ' ﾉ ｀ / | ｲ ､ ' ' ｨ ヽ \ ﾚ ｰ ' ' ﾉ ｀ / | ｲ ､ ' ' ｨ ヽ \ ﾚ ｰ ' ' ﾉ ｀ ｨ ヽ \ ﾚ ｰ ' ' ﾉ ｀ / | ｲ ､ ' ' ｨ ヽ \ ﾚ ｰ ' ' ﾉ ｀ / | ｲ ､ ' ' ｨ ヽ \ ﾚ ｰ ､ ' ' ｨ ヽ \ ﾚ ｰ ' ' ﾉ ｀ / | ｲ ､ ' ' ｨ ヽ \ ﾚ ｰ ' ' ﾉ ｀ / | ｲ ､ ' ' ｨ ヽ ｀ / | ｲ ､ ' ' ｨ ヽ \ ﾚ ｰ ' ' ﾉ ｀ / | ｲ ､ ' ' ｨ ヽ \ ﾚ ｰ ' ' ﾉ ｀ / | ｲ ､ ' ' ﾉ ｀ / | ｲ ､ ' ' ｨ ヽ \ ﾚ ｰ ' ' ﾉ ｀ / | ｲ ､ ' ' ｨ ヽ \ ﾚ ｰ ' ' ﾉ ｀ / ヽ \ ﾚ ｰ ' ' ﾉ ｀ / | ｲ ､ ' ' ｨ ヽ \ ﾚ ｰ ' ' ﾉ ｀ / | ｲ ､ ' ' ｨ ヽ \ ﾚ ｰ ' ' ' ｨ ヽ \ ﾚ ｰ ' ' ﾉ ｀ / | ｲ ､ ' ' ｨ ヽ \ ﾚ ｰ ' ' ﾉ ｀ / | ｲ ､ ' ' ｨ ヽ \ / | ｲ ､ ' ' ｨ ヽ \ ﾚ ｰ ' ' ﾉ ｀ / | ｲ ､ ' ' ｨ ヽ \ ﾚ ｰ ' ' ﾉ ｀ / | ｲ ､ ' ' ﾉ ｀ / | ｲ ､ ' ' ｨ ヽ \ ﾚ ｰ ' ' ﾉ ｀ / | ｲ ､ ' ' ｨ ヽ \ ﾚ ｰ ' ' ﾉ ｀ / | \ ﾚ ｰ ' ' ﾉ ｀ / | ｲ ､ ' ' ｨ ヽ \ ﾚ ｰ ' ' ﾉ ｀ / | ｲ ､ ' ' ｨ ヽ \ ﾚ ｰ ' ' ' ｨ ヽ \ ﾚ ｰ ' ' ﾉ ｀ / | ｲ ､ ' ' ｨ ヽ \ ﾚ ｰ ' ' ﾉ ｀ / | ｲ ､ ' ' ｨ ヽ \ ﾚ | ｲ ､ ' ' ｨ ヽ \ ﾚ ｰ ' ' ﾉ ｀ / | ｲ ､ ' ' ｨ ヽ \ ﾚ ｰ ' ' ﾉ ｀ / | ｲ ､ ' ' ﾉ ｀ / | ｲ ､ ' ' ｨ ヽ \ ﾚ ｰ ' ' ﾉ ｀ / | ｲ ､ ' ' ｨ ヽ \ ﾚ ｰ ' ' ﾉ ｀ / | ｲ ﾚ ｰ ' ' ﾉ ｀ / | ｲ ､ ' ' ｨ ヽ \ ﾚ ｰ ' ' ﾉ ｀ / | ｲ ､ ' ' ｨ ヽ \ ﾚ ｰ ' ' ﾉ ｨ ヽ \ ﾚ ｰ ' ' ﾉ ｀ / | ｲ ､ ' ' ｨ ヽ \ ﾚ ｰ ' ' ﾉ ｀ / | ｲ ､ ' ' ｨ ヽ \ ﾚ ｰ <box>21 365 140 443</box>
ascii-art: ｲ ､ ' ' ｨ ヽ \ ﾚ ｰ ' ' ﾉ ｀ / | ｲ ､ ' ' ｨ ヽ \ ﾚ ｰ ' ' ﾉ ｀ / | ｲ ､ ' ' ｨ ﾉ ｀ / | ｲ ､ ' ' ｨ ヽ \ ﾚ ｰ ' ' ﾉ ｀ / | ｲ ､ ' ' ｨ ヽ \ ﾚ ｰ ' ' ﾉ ｀ / | ｲ ｰ ' ' ﾉ ｀ / | ｲ ､ ' ' ｨ ヽ \ ﾚ ｰ ' ' ﾉ ｀ / | ｲ ､ ' ' ｨ ヽ \ ﾚ ｰ ' ' ﾉ ｀ ｨ ヽ \ ﾚ ｰ ' ' ﾉ ｀ / | ｲ ､ ' ' ｨ ヽ \ ﾚ ｰ ' ' ﾉ ｀ / | ｲ ､ ' ' ｨ ヽ \ ﾚ ｰ ､ ' ' ｨ ヽ \ ﾚ ｰ ' ' ﾉ ｀ / | ｲ ､ ' ' ｨ ヽ \ ﾚ ｰ ' ' ﾉ ｀ / | ｲ ､ ' ' ｨ ヽ ｀ / | ｲ ､ ' ' ｨ ヽ \ ﾚ ｰ ' ' ﾉ ｀ / | ｲ ､ ' ' ｨ ヽ \ ﾚ ｰ ' ' ﾉ ｀ / | ｲ ､ ' ' ﾉ ｀ / | ｲ ､ ' ' ｨ ヽ \ ﾚ ｰ ' ' ﾉ ｀ / | ｲ ､ ' ' ｨ ヽ \ ﾚ ｰ ' ' ﾉ ｀ / ヽ \ ﾚ ｰ ' ' ﾉ ｀ / | ｲ ､ ' ' ｨ ヽ \ ﾚ ｰ ' ' ﾉ ｀ / | ｲ ､ ' ' ｨ ヽ \ ﾚ ｰ ' ' ' ｨ ヽ \ ﾚ ｰ ' ' ﾉ ｀ / | ｲ ､ ' ' ｨ ヽ \ ﾚ ｰ ' ' ﾉ ｀ / | ｲ ､ ' ' ｨ ヽ \ / | ｲ ､ ' ' ｨ ヽ \ ﾚ ｰ ' ' ﾉ ｀ / | ｲ ､ ' ' ｨ ヽ \ ﾚ ｰ ' ' ﾉ ｀ / | ｲ ､ ' ' ﾉ ｀ / | ｲ ､ ' ' ｨ ヽ \ ﾚ ｰ ' ' ﾉ ｀ / | ｲ ､ ' ' ｨ ヽ \ ﾚ ｰ ' ' ﾉ ｀ / | \ ﾚ ｰ ' ' ﾉ ｀ / | ｲ ､ ' ' ｨ ヽ \ ﾚ ｰ ' ' ﾉ ｀ / | ｲ ､ ' ' ｨ ヽ \ ﾚ ｰ ' ' ' ｨ ヽ \ ﾚ ｰ ' ' ﾉ ｀ / | ｲ ､ ' ' ｨ ヽ \ ﾚ ｰ ' ' ﾉ ｀ / | ｲ ､ ' ' ｨ ヽ \ ﾚ | ｲ ､ ' ' ｨ ヽ \ ﾚ ｰ ' ' ﾉ ｀ / | ｲ ､ ' ' ｨ ヽ \ ﾚ ｰ ' ' ﾉ ｀ / | ｲ ､ ' ' ﾉ ｀ / | ｲ ､ ' ' ｨ ヽ \ ﾚ ｰ ' ' ﾉ ｀ / | ｲ ､ ' ' ｨ ヽ \ ﾚ ｰ ' ' ﾉ ｀ / | ｲ ﾚ ｰ ' ' ﾉ ｀ / | ｲ ､ ' ' ｨ ヽ \ ﾚ ｰ ' ' ﾉ ｀ / | ｲ ､ ' ' ｨ ヽ \ ﾚ ｰ ' ' ﾉ ｨ ヽ \ ﾚ ｰ ' ' ﾉ ｀ / | ｲ ､ ' ' ｨ ヽ \ ﾚ ｰ ' ' ﾉ ｀ / | ｲ ､ ' ' ｨ ヽ \ ﾚ ｰ ｲ ､ ' ' ｨ ヽ \ ﾚ ｰ ' ' ﾉ ｀ / | ｲ ､ ' ' ｨ ヽ \ ﾚ ｰ ' ' ﾉ ｀ / | ｲ ､ ' ' ｨ ｀ / | ｲ ､ ' ' ｨ ヽ \ ﾚ ｰ ' ' ﾉ ｀ / | ｲ ､ ' ' ｨ ヽ \ ﾚ ｰ ' ' ﾉ ｀ / | ｲ ､ ｰ ' ' ﾉ ｀ / | ｲ ､ ' ' ｨ ヽ \ ﾚ ｰ ' ' ﾉ ｀ / | ｲ ､ ' ' ｨ ヽ \ ﾚ ｰ ' ' ﾉ ｀ ヽ \ ﾚ ｰ ' ' ﾉ ｀ / | ｲ ､ ' ' ｨ ヽ \ ﾚ ｰ ' ' ﾉ ｀ / | ｲ ､ ' ' ｨ ヽ \ ﾚ ｰ ' ､ ' ' ｨ ヽ \ ﾚ ｰ ' ' ﾉ ｀ / | ｲ ､ ' ' ｨ ヽ \ ﾚ ｰ ' ' ﾉ ｀ / | ｲ ､ ' ' ｨ ヽ / | ｲ ､ ' ' ｨ ヽ \ ﾚ ｰ ' ' ﾉ ｀ / | ｲ ､ ' ' ｨ ヽ \ ﾚ ｰ ' ' ﾉ ｀ / | ｲ ､ ' ' ' ﾉ ｀ / | ｲ ､ ' ' ｨ ヽ \ ﾚ ｰ ' ' ﾉ ｀ / | ｲ ､ ' ' ｨ ヽ \ ﾚ ｰ ' ' ﾉ ｀ / \ ﾚ ｰ ' ' ﾉ ｀ / | ｲ ､ ' ' ｨ ヽ \ ﾚ ｰ ' ' ﾉ ｀ / | ｲ ､ ' ' ｨ ヽ \ ﾚ ｰ ' ' ' ' ｨ ヽ \ ﾚ ｰ ' ' ﾉ ｀ / | ｲ ､ ' ' ｨ ヽ \ ﾚ ｰ ' ' ﾉ ｀ / | ｲ ､ ' ' ｨ ヽ \ | ｲ ､ ' ' ｨ ヽ \ ﾚ ｰ ' ' ﾉ ｀ / | ｲ ､ ' ' ｨ ヽ \ ﾚ ｰ ' ' ﾉ ｀ / | ｲ ､ ' ' ' ﾉ ｀ / | ｲ ､ ' ' ｨ ヽ \ ﾚ ｰ ' ' ﾉ ｀ / | ｲ ､ ' ' ｨ ヽ \ ﾚ ｰ ' ' ﾉ ｀ / | ﾚ ｰ ' ' ﾉ ｀ / | ｲ ､ ' ' ｨ ヽ \ ﾚ ｰ ' ' ﾉ ｀ / | ｲ ､ ' ' ｨ ヽ \ ﾚ ｰ ' ' ﾉ ' ｨ ヽ \ ﾚ ｰ ' ' ﾉ ｀ / | ｲ ､ ' ' ｨ ヽ \ ﾚ ｰ ' ' ﾉ ｀ / | ｲ ､ ' ' ｨ ヽ \ ﾚ ｲ ､ ' ' ｨ ヽ \ ﾚ ｰ ' ' ﾉ ｀ / | ｲ ､ ' ' ｨ ヽ \ ﾚ ｰ ' ' ﾉ ｀ / | ｲ ､ ' ' ｨ ﾉ ｀ / | ｲ ､ ' ' ｨ ヽ \ ﾚ ｰ ' ' ﾉ ｀ / | ｲ ､ ' ' ｨ ヽ \ ﾚ ｰ ' ' ﾉ ｀ / | ｲ ｰ ' ' ﾉ ｀ / | ｲ ､ ' ' ｨ ヽ \ ﾚ ｰ ' ' ﾉ ｀ / | ｲ ､ ' ' ｨ ヽ \ ﾚ ｰ ' ' ﾉ ｀ ｨ ヽ \ ﾚ ｰ ' ' ﾉ ｀ / | ｲ ､ ' ' ｨ ヽ \ ﾚ ｰ ' ' ﾉ ｀ / | ｲ ､ ' ' ｨ ヽ \ ﾚ ｰ ､ ' ' ｨ ヽ \ ﾚ ｰ ' ' ﾉ ｀ / | ｲ ､ ' ' ｨ ヽ \ ﾚ ｰ ' ' ﾉ ｀ / | ｲ ､ ' ' ｨ ヽ ｀ / | ｲ ､ ' ' ｨ ヽ \ ﾚ ｰ ' ' ﾉ ｀ / | ｲ ､ ' ' ｨ ヽ \ ﾚ ｰ ' ' ﾉ ｀ / | ｲ ､ ' ' ﾉ ｀ / | ｲ ､ ' ' ｨ ヽ \ ﾚ ｰ ' ' ﾉ ｀ / | ｲ ､ ' ' ｨ ヽ \ ﾚ ｰ ' ' ﾉ ｀ / ヽ \ ﾚ ｰ ' ' ﾉ ｀ / | ｲ ､ ' ' ｨ ヽ \ ﾚ ｰ ' ' ﾉ ｀ / | ｲ ､ ' ' ｨ ヽ \ ﾚ ｰ ' ' ' ｨ ヽ \ ﾚ ｰ ' ' ﾉ ｀ / | ｲ ､ ' ' ｨ ヽ \ ﾚ ｰ ' ' ﾉ ｀ / | ｲ ､ ' ' ｨ ヽ \ / | ｲ ､ ' ' ｨ ヽ \ ﾚ ｰ ' ' ﾉ ｀ / | ｲ ､ ' ' ｨ ヽ \ ﾚ ｰ ' ' ﾉ ｀ / | ｲ ､ ' ' ﾉ ｀ / | ｲ ､ ' ' ｨ ヽ \ ﾚ ｰ ' ' ﾉ ｀ / | ｲ ､ ' ' ｨ ヽ \ ﾚ ｰ ' ' ﾉ ｀ / | \ ﾚ ｰ ' ' ﾉ ｀ / | ｲ ､ ' ' ｨ ヽ \ ﾚ ｰ ' ' ﾉ ｀ / | ｲ ､ ' ' ｨ ヽ \ ﾚ ｰ ' ' ' ｨ ヽ \ ﾚ ｰ ' ' ﾉ ｀ / | ｲ ､ ' ' ｨ ヽ \ ﾚ ｰ ' ' ﾉ ｀ / | ｲ ､ ' ' ｨ ヽ \ ﾚ | ｲ ､ ' ' ｨ ヽ \ ﾚ ｰ ' ' ﾉ ｀ / | ｲ ､ ' ' ｨ ヽ \ ﾚ ｰ ' ' ﾉ ｀ / | ｲ ､ ' ' ﾉ ｀ / | ｲ ､ ' ' ｨ ヽ \ ﾚ ｰ ' ' ﾉ ｀ / | ｲ ､ ' ' ｨ ヽ \ ﾚ ｰ ' ' ﾉ ｀ / | ｲ ﾚ ｰ ' ' ﾉ ｀ / | ｲ ､ ' ' ｨ ヽ \ ﾚ ｰ ' ' ﾉ ｀ / | ｲ ､ ' ' ｨ ヽ \ ﾚ ｰ ' ' ﾉ ｨ ヽ \ ﾚ ｰ ' ' ﾉ ｀ / | ｲ ､ ' ' ｨ ヽ \ ﾚ ｰ ' ' ﾉ ｀ / | ｲ ､ ' ' ｨ ヽ \ ﾚ ｰ <box>21 2195 140 2340</box>
dialog-block <box>13 1278 30 1289</box>
side-note: 一角的 <box>149 619 162 623</box>
arrow-right-icon <box>299 1400 303 1404</box>
dialog-line: 也就是…… <box>13 231 34 236</box>
ascii-art: ' ' ﾉ ｀ / | ｲ ､ ' ' ｨ ヽ \ ﾚ ｰ ' ' ﾉ ｀ / | ｲ ､ ' ' ｨ ヽ \ ﾚ ｰ ' ' ﾉ ｀ / ヽ \ ﾚ ｰ ' ' ﾉ ｀ / | ｲ ､ ' ' ｨ ヽ \ ﾚ ｰ ' ' ﾉ ｀ / | ｲ ､ ' ' ｨ ヽ \ ﾚ ｰ ' ' ' ｨ ヽ \ ﾚ ｰ ' ' ﾉ ｀ / | ｲ ､ ' ' ｨ ヽ \ ﾚ ｰ ' ' ﾉ ｀ / | ｲ ､ ' ' ｨ ヽ \ / | ｲ ､ ' ' ｨ ヽ \ ﾚ ｰ ' ' ﾉ ｀ / | ｲ ､ ' ' ｨ ヽ \ ﾚ ｰ ' ' ﾉ ｀ / | ｲ ､ ' ' ﾉ ｀ / | ｲ ､ ' ' ｨ ヽ \ ﾚ ｰ ' ' ﾉ ｀ / | ｲ ､ ' ' ｨ ヽ \ ﾚ ｰ ' ' ﾉ ｀ / | \ ﾚ ｰ ' ' ﾉ ｀ / | ｲ ､ ' ' ｨ ヽ \ ﾚ ｰ ' ' ﾉ ｀ / | ｲ ､ ' ' ｨ ヽ \ ﾚ ｰ ' ' ' ｨ ヽ \ ﾚ ｰ ' ' ﾉ ｀ / | ｲ ､ ' ' ｨ ヽ \ ﾚ ｰ ' ' ﾉ ｀ / | ｲ ､ ' ' ｨ ヽ \ ﾚ | ｲ ､ ' ' ｨ ヽ \ ﾚ ｰ ' ' ﾉ ｀ / | ｲ ､ ' ' ｨ ヽ \ ﾚ ｰ ' ' ﾉ ｀ / | ｲ ､ ' ' ﾉ ｀ / | ｲ ､ ' ' ｨ ヽ \ ﾚ ｰ ' ' ﾉ ｀ / | ｲ ､ ' ' ｨ ヽ \ ﾚ ｰ ' ' ﾉ ｀ / | ｲ ﾚ ｰ ' ' ﾉ ｀ / | ｲ ､ ' ' ｨ ヽ \ ﾚ ｰ ' ' ﾉ ｀ / | ｲ ､ ' ' ｨ ヽ \ ﾚ ｰ ' ' ﾉ ｨ ヽ \ ﾚ ｰ ' ' ﾉ ｀ / | ｲ ､ ' ' ｨ ヽ \ ﾚ ｰ ' ' ﾉ ｀ / | ｲ ､ ' ' ｨ ヽ \ ﾚ ｰ ｲ ､ ' ' ｨ ヽ \ ﾚ ｰ ' ' ﾉ ｀ / | ｲ ､ ' ' ｨ ヽ \ ﾚ ｰ ' ' ﾉ ｀ / | ｲ ､ ' ' ｨ ｀ / | ｲ ､ ' ' ｨ ヽ \ ﾚ ｰ ' ' ﾉ ｀ / | ｲ ､ ' ' ｨ ヽ \ ﾚ ｰ ' ' ﾉ ｀ / | ｲ ､ ｰ ' ' ﾉ ｀ / | ｲ ､ ' ' ｨ ヽ \ ﾚ ｰ ' ' ﾉ ｀ / | ｲ ､ ' ' ｨ ヽ \ ﾚ ｰ ' ' ﾉ ｀ ヽ \ ﾚ ｰ ' ' ﾉ ｀ / | ｲ ､ ' ' ｨ ヽ \ ﾚ ｰ ' ' ﾉ ｀ / | ｲ ､ ' ' ｨ ヽ \ ﾚ ｰ ' ､ ' ' ｨ ヽ \ ﾚ ｰ ' ' ﾉ ｀ / | ｲ ､ ' ' ｨ ヽ \ ﾚ ｰ ' ' ﾉ ｀ / | ｲ ､ ' ' ｨ ヽ / | ｲ ､ ' ' ｨ ヽ \ ﾚ ｰ ' ' ﾉ ｀ / | ｲ ､ ' ' ｨ ヽ \ ﾚ ｰ ' ' ﾉ ｀ / | ｲ ､ ' ' ' ﾉ ｀ / | ｲ ､ ' ' ｨ ヽ \ ﾚ ｰ ' ' ﾉ ｀ / | ｲ ､ ' ' ｨ ヽ \ ﾚ ｰ ' ' ﾉ ｀ / \ ﾚ ｰ ' ' ﾉ ｀ / | ｲ ､ ' ' ｨ ヽ \ ﾚ ｰ ' ' ﾉ ｀ / | ｲ ､ ' ' ｨ ヽ \ ﾚ ｰ ' ' ' ' ｨ ヽ \ ﾚ ｰ ' ' ﾉ ｀ / | ｲ ､ ' ' ｨ ヽ \ ﾚ ｰ ' ' ﾉ ｀ / | ｲ ､ ' ' ｨ ヽ \ <box>21 573 140 636</box>
ascii-art: ｰ ' ' ﾉ ｀ / | ｲ ､ ' ' ｨ ヽ \ ﾚ ｰ ' ' ﾉ ｀ / | ｲ ､ ' ' ｨ ヽ \ ﾚ ｰ ' ' ﾉ ｀ ｨ ヽ \ ﾚ ｰ ' ' ﾉ ｀ / | ｲ ､ ' ' ｨ ヽ \ ﾚ ｰ ' ' ﾉ ｀ / | ｲ ､ ' ' ｨ ヽ \ ﾚ ｰ ､ ' ' ｨ ヽ \ ﾚ ｰ ' ' ﾉ ｀ / | ｲ ､ ' ' ｨ ヽ \ ﾚ ｰ ' ' ﾉ ｀ / | ｲ ､ ' ' ｨ ヽ ｀ / | ｲ ､ ' ' ｨ ヽ \ ﾚ ｰ ' ' ﾉ ｀ / | ｲ ､ ' ' ｨ ヽ \ ﾚ ｰ ' ' ﾉ ｀ / | ｲ ､ ' ' ﾉ ｀ / | ｲ ､ ' ' ｨ ヽ \ ﾚ ｰ ' ' ﾉ ｀ / | ｲ ､ ' ' ｨ ヽ \ ﾚ ｰ ' ' ﾉ ｀ / ヽ \ ﾚ ｰ ' ' ﾉ ｀ / | ｲ ､ ' ' ｨ ヽ \ ﾚ ｰ ' ' ﾉ ｀ / | ｲ ､ ' ' ｨ ヽ \ ﾚ ｰ ' ' ' ｨ ヽ \ ﾚ ｰ ' ' ﾉ ｀ / | ｲ ､ ' ' ｨ ヽ \ ﾚ ｰ ' ' ﾉ ｀ / | ｲ ､ ' ' ｨ ヽ \ / | ｲ ､ ' ' ｨ ヽ \ ﾚ ｰ ' ' ﾉ ｀ / | ｲ ､ ' ' ｨ ヽ \ ﾚ ｰ ' ' ﾉ ｀ / | ｲ ､ ' ' ﾉ ｀ / | ｲ ､ ' ' ｨ ヽ \ ﾚ ｰ ' ' ﾉ ｀ / | ｲ ､ ' ' ｨ ヽ \ ﾚ ｰ ' ' ﾉ ｀ / | \ ﾚ ｰ ' ' ﾉ ｀ / | ｲ ､ ' ' ｨ ヽ \ ﾚ ｰ ' ' ﾉ ｀ / | ｲ ､ ' ' ｨ ヽ \ ﾚ ｰ ' ' ' ｨ ヽ \ ﾚ ｰ ' ' ﾉ ｀ / | ｲ ､ ' ' ｨ ヽ \ ﾚ ｰ ' ' ﾉ ｀ / | ｲ ､ ' ' ｨ ヽ \ ﾚ | ｲ ､ ' ' ｨ ヽ \ ﾚ ｰ ' ' ﾉ ｀ / | ｲ ､ ' ' ｨ ヽ \ ﾚ ｰ ' ' ﾉ ｀ / | ｲ ､ ' ' ﾉ ｀ / | ｲ ､ ' ' ｨ ヽ \ ﾚ ｰ ' ' ﾉ ｀ / | ｲ ､ ' ' ｨ ヽ \ ﾚ ｰ ' ' ﾉ ｀ / | ｲ ﾚ ｰ ' ' ﾉ ｀ / | ｲ ､ ' ' ｨ ヽ \ ﾚ ｰ ' ' ﾉ ｀ / | ｲ ､ ' ' ｨ ヽ \ ﾚ ｰ ' ' ﾉ ｨ ヽ \ ﾚ ｰ ' ' ﾉ ｀ / | ｲ ､ ' ' ｨ ヽ \ ﾚ ｰ ' ' ﾉ ｀ / | ｲ ､ ' ' ｨ ヽ \ ﾚ ｰ ｲ ､ ' ' ｨ ヽ \ ﾚ ｰ ' ' ﾉ ｀ / | ｲ ､ ' ' ｨ ヽ \ ﾚ ｰ ' ' ﾉ ｀ / | ｲ ､ ' ' ｨ ｀ / | ｲ ､ ' ' ｨ ヽ \ ﾚ ｰ ' ' ﾉ ｀ / | ｲ ､ ' ' ｨ ヽ \ ﾚ ｰ ' ' ﾉ ｀ / | ｲ ､ ｰ ' ' ﾉ ｀ / | ｲ ､ ' ' ｨ ヽ \ ﾚ ｰ ' ' ﾉ ｀ / | ｲ ､ ' ' ｨ ヽ \ ﾚ ｰ ' ' ﾉ ｀ ヽ \ ﾚ ｰ ' ' ﾉ ｀ / | ｲ ､ ' ' ｨ ヽ \ ﾚ ｰ ' ' ﾉ ｀ / | ｲ ､ ' ' ｨ ヽ \ ﾚ ｰ ' ､ ' ' ｨ ヽ \ ﾚ ｰ ' ' ﾉ ｀ / | ｲ ､ ' ' ｨ ヽ \ ﾚ ｰ ' ' ﾉ ｀ / | ｲ ､ ' ' ｨ ヽ / | ｲ ､ ' ' ｨ ヽ \ ﾚ ｰ ' ' ﾉ ｀ / | ｲ ､ ' ' ｨ ヽ \ ﾚ ｰ ' ' ﾉ ｀ / | ｲ ､ ' ' ' ﾉ ｀ / | ｲ ､ ' ' ｨ ヽ \ ﾚ ｰ ' ' ﾉ ｀ / | ｲ ､ ' ' ｨ ヽ \ ﾚ ｰ ' ' ﾉ ｀ / \ ﾚ ｰ ' ' ﾉ ｀ / | ｲ ､ ' ' ｨ ヽ \ ﾚ ｰ ' ' ﾉ ｀ / | ｲ ､ ' ' ｨ ヽ \ ﾚ ｰ ' ' ' ' ｨ ヽ \ ﾚ ｰ ' ' ﾉ ｀ / | ｲ ､ ' ' ｨ ヽ \ ﾚ ｰ ' ' ﾉ ｀ / | ｲ ､ ' ' ｨ ヽ \ | ｲ ､ ' ' ｨ ヽ \ ﾚ ｰ ' ' ﾉ ｀ / | ｲ ､ ' ' ｨ ヽ \ ﾚ ｰ ' ' ﾉ ｀ / | ｲ ､ ' ' ' ﾉ ｀ / | ｲ ､ ' ' ｨ ヽ \ ﾚ ｰ ' ' ﾉ ｀ / | ｲ ､ ' ' ｨ ヽ \ ﾚ ｰ ' ' ﾉ ｀ / | ﾚ ｰ ' ' ﾉ ｀ / | ｲ ､ ' ' ｨ ヽ \ ﾚ ｰ ' ' ﾉ ｀ / | ｲ ､ ' ' ｨ ヽ \ ﾚ ｰ ' ' ﾉ ' ｨ ヽ \ ﾚ ｰ ' ' ﾉ ｀ / | ｲ ､ ' ' ｨ ヽ \ ﾚ ｰ ' ' ﾉ ｀ / | ｲ ､ ' ' ｨ ヽ \ ﾚ ｲ ､ ' ' ｨ ヽ \ ﾚ ｰ ' ' ﾉ ｀ / | ｲ ､ ' ' ｨ ヽ \ ﾚ ｰ ' ' ﾉ ｀ / | ｲ ､ ' ' ｨ ﾉ ｀ / | ｲ ､ ' ' ｨ ヽ \ ﾚ ｰ ' ' ﾉ ｀ / | ｲ ､ ' ' ｨ ヽ \ ﾚ ｰ ' ' ﾉ ｀ / | ｲ ｰ ' ' ﾉ ｀ / | ｲ ､ ' ' ｨ ヽ \ ﾚ ｰ ' ' ﾉ ｀ / | ｲ ､ ' ' ｨ ヽ \ ﾚ ｰ ' ' ﾉ ｀ ｨ ヽ \ ﾚ ｰ ' ' ﾉ ｀ / | ｲ ､ ' ' ｨ ヽ \ ﾚ ｰ ' ' ﾉ ｀ / | ｲ ､ ' ' ｨ ヽ \ ﾚ ｰ ､ ' ' ｨ ヽ \ ﾚ ｰ ' ' ﾉ ｀ / | ｲ ､ ' ' ｨ ヽ \ ﾚ ｰ ' ' ﾉ ｀ / | ｲ ､ ' ' ｨ ヽ ｀ / | ｲ ､ ' ' ｨ ヽ \ ﾚ ｰ ' ' ﾉ ｀ / | ｲ ､ ' ' ｨ ヽ \ ﾚ ｰ ' ' ﾉ ｀ / | ｲ ､ ' ' ﾉ ｀ / | ｲ ､ ' ' ｨ ヽ \ ﾚ ｰ ' ' ﾉ ｀ / | ｲ ､ ' ' ｨ ヽ \ ﾚ ｰ ' ' ﾉ ｀ / ヽ \ ﾚ ｰ ' ' ﾉ ｀ / | ｲ ､ ' ' ｨ ヽ \ ﾚ ｰ ' ' ﾉ ｀ / | ｲ ､ ' ' ｨ ヽ \ ﾚ ｰ ' ' ' ｨ ヽ \ ﾚ ｰ ' ' ﾉ ｀ / | ｲ ､ ' ' ｨ ヽ \ ﾚ ｰ ' ' ﾉ ｀ / | ｲ ､ ' ' ｨ ヽ \ / | ｲ ､ ' ' ｨ ヽ \ ﾚ ｰ ' ' ﾉ ｀ / | ｲ ､ ' ' ｨ ヽ \ ﾚ ｰ ' ' ﾉ ｀ / | ｲ ､ ' <box>21 1592 140 1711</box>
post-header: 4608 名前: ◆DgEukJtar◆ 2015/02/20(五) 23:02:41.00 ID:g/ooVa7D <box>13 2022 134 2026</box>
dialog-line: ……！ <box>13 1846 26 1851</box>
